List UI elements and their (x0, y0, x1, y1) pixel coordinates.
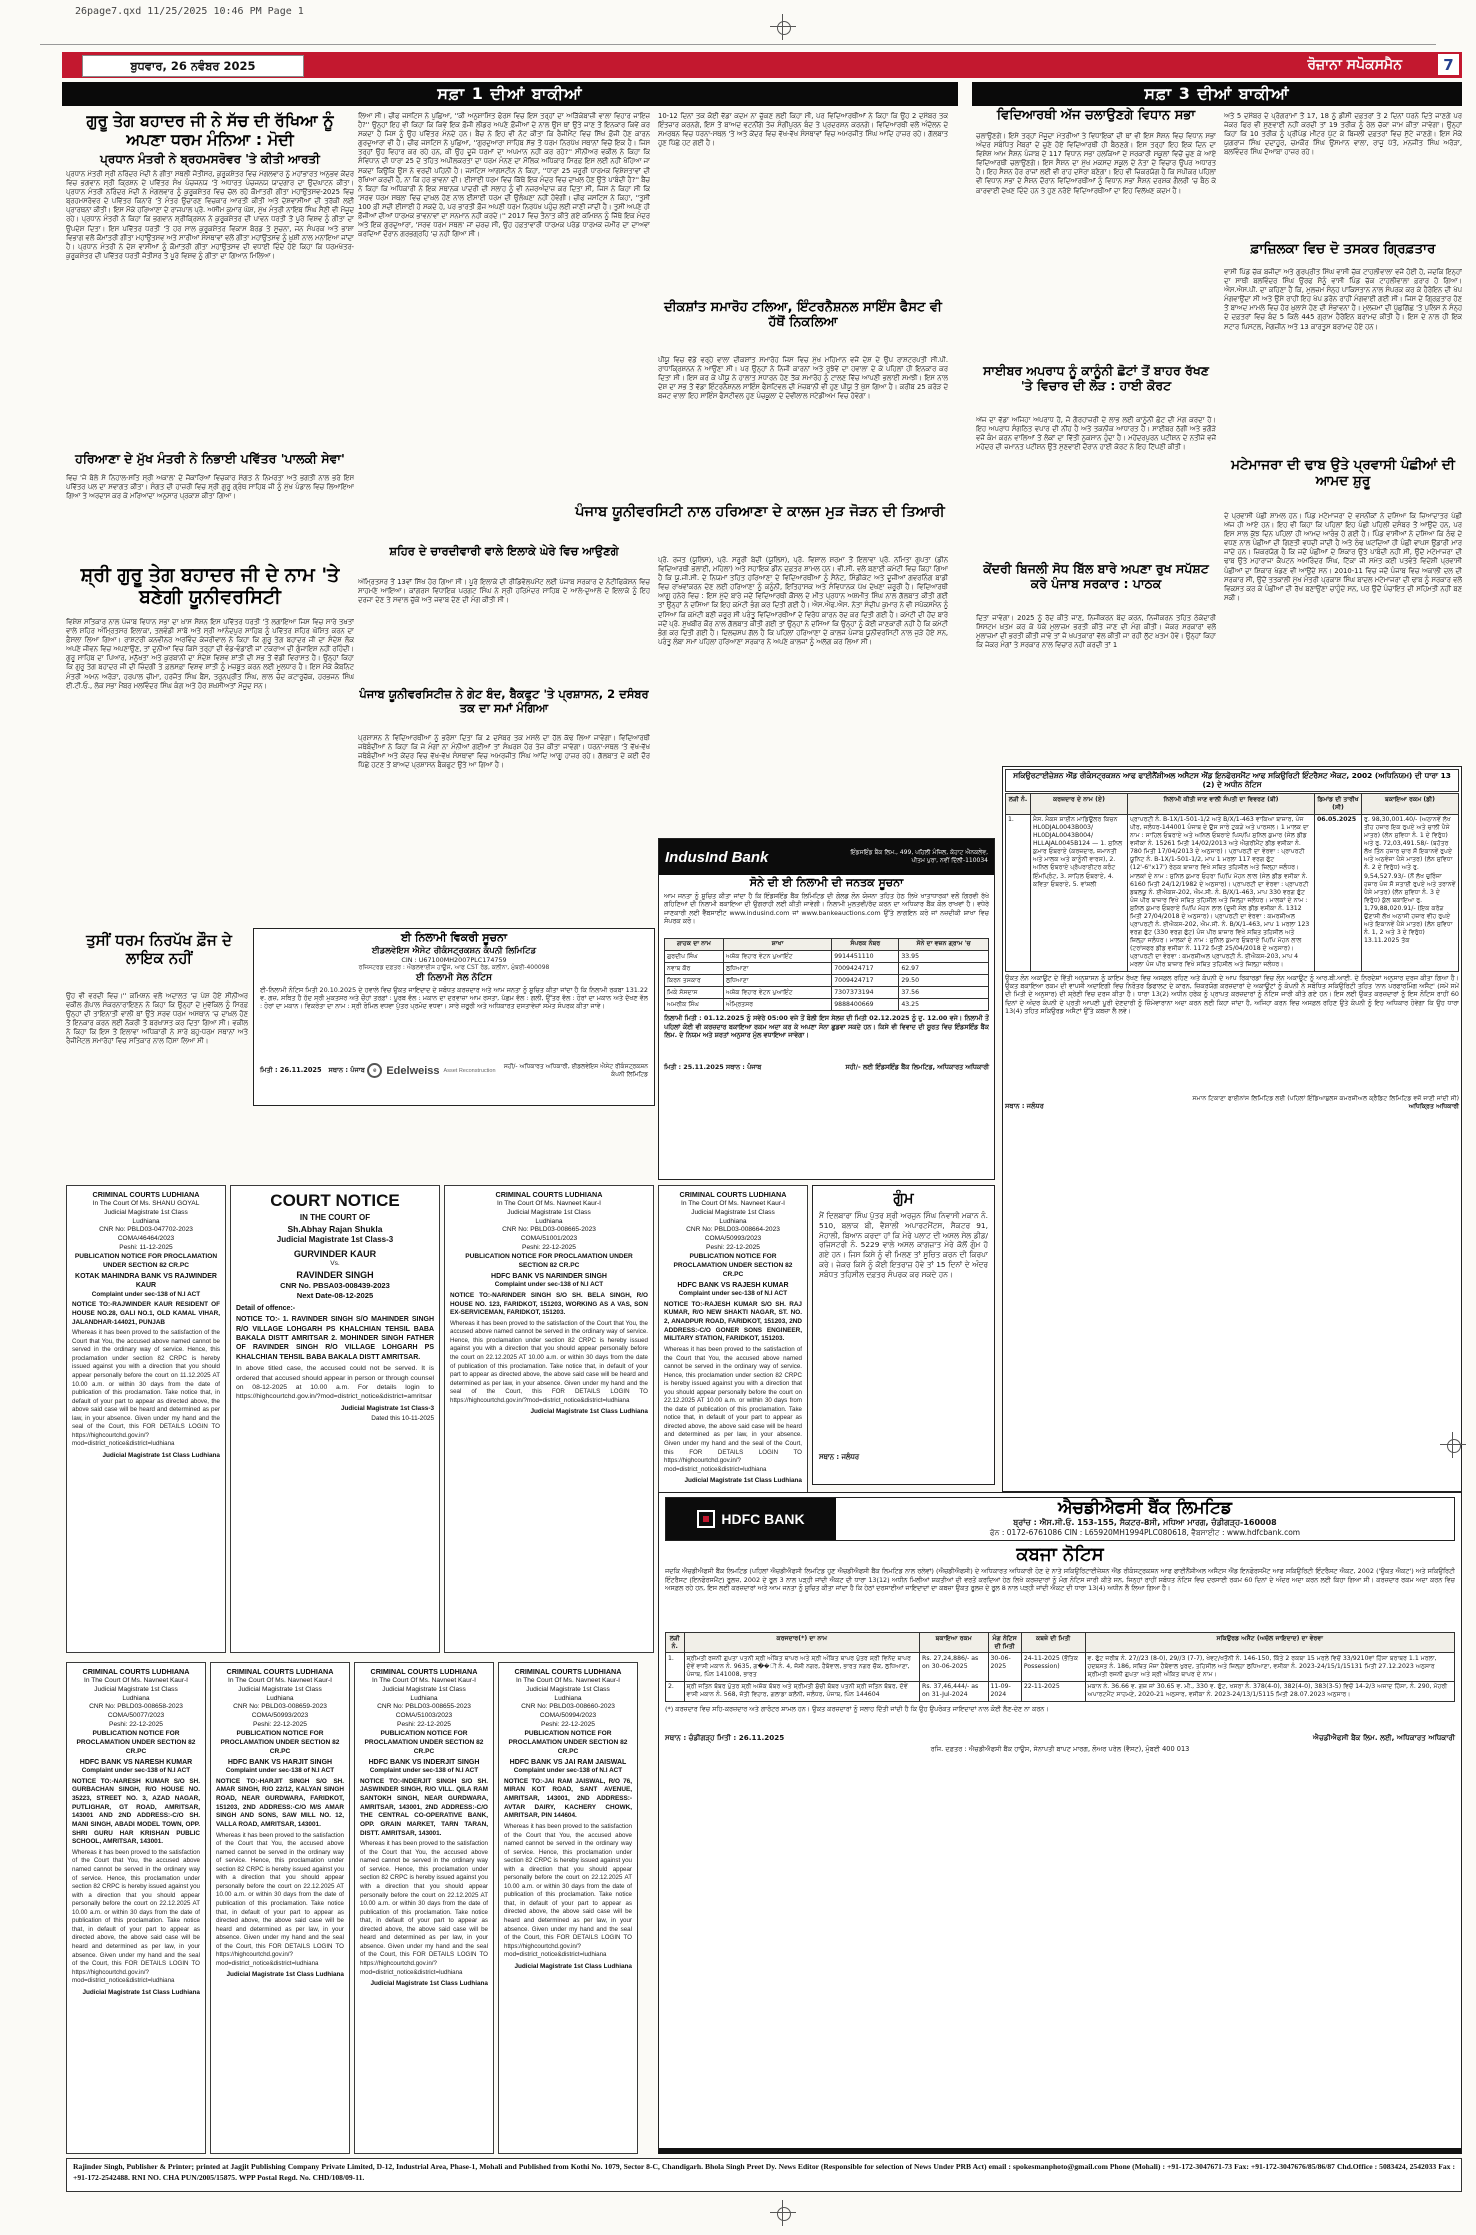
edelweiss-logo-sub: Asset Reconstruction (443, 1067, 496, 1074)
hdfc-branch: ਬ੍ਰਾਂਚ : ਐਸ.ਸੀ.ਓ. 153-155, ਸੈਕਟਰ-8ਸੀ, ਮਧਿਆ ਮਾਰਗ, ਚੰਡੀਗੜ੍ਹ-160008 (1013, 1518, 1277, 1528)
indusind-intro: ਆਮ ਜਨਤਾ ਨੂੰ ਸੂਚਿਤ ਕੀਤਾ ਜਾਂਦਾ ਹੈ ਕਿ ਇੰਡਸਇੰਡ ਬੈਂਕ ਲਿਮਿਟਿਡ ਦੀ ਗੋਲਡ ਲੋਨ ਯੋਜਨਾ ਤਹਿਤ ਹੇਠ ਲਿਖੇ ਖਾਤਾਧਾਰਕਾਂ ਵਲੋਂ ਗਿਰਵੀ ਰੱਖੇ ਗਹਿਣਿਆਂ ਦੀ ਨਿਲਾਮੀ ਬਕਾਇਆ ਦੀ ਉਗਰਾਹੀ ਲਈ ਕੀਤੀ ਜਾਵੇਗੀ। ਨਿਲਾਮੀ ਮੁਲਤਵੀ/ਰੱਦ ਕਰਨ ਦਾ ਅਧਿਕਾਰ ਬੈਂਕ ਕੋਲ ਰਾਖਵਾਂ ਹੈ। ਵਧੇਰੇ ਜਾਣਕਾਰੀ ਲਈ ਵੈੱਬਸਾਈਟ www.indusind.com ਜਾਂ www.bankeauctions.com ਉੱਤੇ ਲਾਗਇਨ ਕਰੋ ਜਾਂ ਨਜ਼ਦੀਕੀ ਸ਼ਾਖਾ ਵਿਚ ਸੰਪਰਕ ਕਰੋ। (664, 891, 989, 925)
table-cell: 62.97 (899, 963, 989, 975)
judge-designation: Judicial Magistrate 1st Class (238, 1685, 322, 1693)
cell-outstanding-amount: ਰੁ. 98,30,001.40/- (ਅਠਾਨਵੇਂ ਲੱਖ ਤੀਹ ਹਜ਼ਾਰ ਇਕ ਰੁਪਏ ਅਤੇ ਚਾਲੀ ਪੈਸੇ ਮਾਤਰ) (ਲੋਨ ਸੁਵਿਧਾ ਨੰ. 1 ਦੇ ਵਿਰੁੱਧ) ਅਤੇ ਰੁ. 72,03,491.58/- (ਬਹੱਤਰ ਲੱਖ ਤਿੰਨ ਹਜ਼ਾਰ ਚਾਰ ਸੌ ਇਕਾਨਵੇਂ ਰੁਪਏ ਅਤੇ ਅਠਵੰਜਾ ਪੈਸੇ ਮਾਤਰ) (ਲੋਨ ਸੁਵਿਧਾ ਨੰ. 2 ਦੇ ਵਿਰੁੱਧ) ਅਤੇ ਰੁ. 9,54,527.93/- (ਨੌਂ ਲੱਖ ਚੁਰਿੰਜਾ ਹਜ਼ਾਰ ਪੰਜ ਸੌ ਸਤਾਈ ਰੁਪਏ ਅਤੇ ਤਰਾਨਵੇਂ ਪੈਸੇ ਮਾਤਰ) (ਲੋਨ ਸੁਵਿਧਾ ਨੰ. 3 ਦੇ ਵਿਰੁੱਧ) ਕੁੱਲ ਬਕਾਇਆ ਰੁ. 1,79,88,020.91/- (ਇਕ ਕਰੋੜ ਉਣਾਸੀ ਲੱਖ ਅਠਾਸੀ ਹਜ਼ਾਰ ਵੀਹ ਰੁਪਏ ਅਤੇ ਇਕਾਨਵੇਂ ਪੈਸੇ ਮਾਤਰ) (ਲੋਨ ਸੁਵਿਧਾ ਨੰ. 1, 2 ਅਤੇ 3 ਦੇ ਵਿਰੁੱਧ) 13.11.2025 ਤੱਕ (1362, 814, 1459, 971)
edelweiss-cin: CIN : U67100MH2007PLC174759 (401, 955, 507, 964)
complaint-line: Complaint under sec-138 of N.I ACT (369, 1767, 479, 1775)
court-name: CRIMINAL COURTS LUDHIANA (92, 1190, 200, 1199)
court-notice-box (498, 1662, 638, 2154)
cnr-number: CNR No: PBLD03-008655-2023 (377, 1703, 471, 1711)
hdfc-signoff: ਐਚਡੀਐਫਸੀ ਬੈਂਕ ਲਿਮ. ਲਈ, ਅਧਿਕਾਰਤ ਅਧਿਕਾਰੀ (1312, 1732, 1455, 1742)
judge-designation: Judicial Magistrate 1st Class (526, 1685, 610, 1693)
indusind-auction-ad (658, 838, 995, 1180)
court-notice-box (230, 1185, 440, 1653)
column-header: ਲੜੀ ਨੰ. (1006, 794, 1031, 814)
edelweiss-company: ਈਡਲਵੇਇਸ ਐਸੇਟ ਰੀਕੰਸਟ੍ਰਕਸ਼ਨ ਕੰਪਨੀ ਲਿਮਿਟਿਡ (371, 945, 537, 956)
publication-line: PUBLICATION NOTICE FOR PROCLAMATION UNDER SECTION 82 CR.PC (364, 1730, 484, 1755)
judge-name: Sh.Abhay Rajan Shukla (287, 1223, 383, 1234)
court-name: CRIMINAL COURTS LUDHIANA (82, 1667, 190, 1676)
judge-designation: Judicial Magistrate 1st Class-3 (276, 1235, 394, 1245)
cell-borrowers: ਮੈਸ. ਮੈਕਸ ਸ਼ਾਈਨ ਮਾਡਿਊਲਰ ਕਿਚਨ HL0DJAL0043B003/ HL0DJAL0043B004/ HLLAJAL0045B124 — 1. ਸੁਨਿਲ ਕੁਮਾਰ ਓਬਰਾਏ (ਕਰਜ਼ਦਾਰ, ਜ਼ਮਾਨਤੀ ਅਤੇ ਮਾਲਕ ਅਤੇ ਕਾਨੂੰਨੀ ਵਾਰਸ), 2. ਅਨਿਲ ਓਬਰਾਏ ਪ੍ਰੋਪਰਾਈਟਰ ਕਰੰਟ ਇੰਮਪ੍ਰਿੰਟ, 3. ਸਾਹਿਲ ਓਬਰਾਏ, 4. ਕਵਿਤਾ ਓਬਰਾਏ, 5. ਵਾਂਸ਼ਲੀ (1031, 814, 1128, 971)
cnr-number: CNR No: PBLD03-008665-2023 (502, 1226, 596, 1234)
registration-mark-icon (770, 14, 796, 40)
article-body: 10-12 ਦਿਨਾਂ ਤਕ ਕੋਈ ਵੱਡਾ ਕਦਮ ਨਾ ਚੁੱਕਣ ਲਈ ਕਿਹਾ ਸੀ, ਪਰ ਵਿਦਿਆਰਥੀਆਂ ਨੇ ਕਿਹਾ ਕਿ ਉਹ 2 ਦਸੰਬਰ ਤਕ ਇੰਤਜ਼ਾਰ ਕਰਨਗੇ, ਇਸ ਤੋਂ ਬਾਅਦ ਵਟਨੀਂਗੇ ਤੇਜ਼ ਸੰਗੀਪੁਰਨ ਬੰਦ ਤੇ ਪ੍ਰਦਰਸ਼ਨ ਕਰਨਗੇ। ਵਿਦਿਆਰਥੀ ਵਲੋਂ ਅੰਦੋਲਨ ਦੇ ਸਮਰਥਨ ਵਿਚ ਧਰਨਾ-ਸਥਲ 'ਤੇ ਅਤੇ ਕੇਂਦਰ ਵਿਚ ਵੱਖ-ਵੱਖ ਸੰਸਥਾਵਾਂ ਵਿਚ ਅਮਰਜੀਤ ਸਿੰਘ ਆਦਿ ਹਾਜ਼ਰ ਰਹੇ। ਗੱਲਬਾਤ ਹੁਣ ਪਿੱਛੇ ਹਟ ਗਈ ਹੈ। (658, 112, 948, 148)
table-row (665, 963, 989, 975)
article-body: ਪ੍ਰਸ਼ਾਸਨ ਨੇ ਵਿਦਿਆਰਥੀਆਂ ਨੂੰ ਭਰੋਸਾ ਦਿਤਾ ਕਿ 2 ਦਸੰਬਰ ਤਕ ਮਸਲੇ ਦਾ ਹੱਲ ਕੱਢ ਲਿਆ ਜਾਵੇਗਾ। ਵਿਦਿਆਰਥੀ ਜਥੇਬੰਦੀਆਂ ਨੇ ਕਿਹਾ ਕਿ ਜੇ ਮੰਗਾਂ ਨਾ ਮੰਨੀਆਂ ਗਈਆਂ ਤਾਂ ਸੰਘਰਸ਼ ਹੋਰ ਤੇਜ਼ ਕੀਤਾ ਜਾਵੇਗਾ। ਧਰਨਾ-ਸਥਲ 'ਤੇ ਵੱਖ-ਵੱਖ ਜਥੇਬੰਦੀਆਂ ਅਤੇ ਕੇਂਦਰ ਵਿਚ ਵੱਖ-ਵੱਖ ਸੰਸਥਾਵਾਂ ਵਿਚ ਅਮਰਜੀਤ ਸਿੰਘ ਆਦਿ ਆਗੂ ਹਾਜ਼ਰ ਰਹੇ। ਗੱਲਬਾਤ ਦੇ ਕਈ ਦੌਰ ਪਿੱਛੇ ਹਟਣ ਤੋਂ ਬਾਅਦ ਪ੍ਰਸ਼ਾਸਨ ਬੈਕਫੁਟ ਉਤੇ ਆ ਗਿਆ ਹੈ। (358, 734, 650, 770)
case-parties: HDFC BANK VS HARJIT SINGH (227, 1758, 333, 1766)
footer-line-2: News Under PRB Act) email : spokesmanphoto@gmail.com Phone (Mohali) : +91-172-3047671-73 Fax: +91-172-3047676/85/86/87 Chd.Office : 5083424, 2542033 Fax : +91-172-2542488. RNI NO. CHA PUN/2005/15875. WPP Postal Regd. No. CHD/108/09-11. (73, 2162, 1456, 2183)
sarfaesi-act-heading: ਸਕਿਉਰਟਾਈਜ਼ੇਸ਼ਨ ਐਂਡ ਰੀਕੰਸਟ੍ਰਕਸ਼ਨ ਆਫ ਫਾਈਨੈਂਸ਼ੀਅਲ ਅਸੈਟਸ ਐਂਡ ਇਨਫੋਰਸਮੈਂਟ ਆਫ ਸਕਿਉਰਿਟੀ ਇੰਟਰੈਸਟ ਐਕਟ, 2002 (ਅਧਿਨਿਯਮ) ਦੀ ਧਾਰਾ 13 (2) ਦੇ ਅਧੀਨ ਨੋਟਿਸ (1005, 769, 1459, 792)
peshi-date: Peshi: 22-12-2025 (541, 1721, 595, 1729)
article-body: ਵਾਸੀ ਪਿੰਡ ਚੱਕ ਬਜੀਦਾ ਅਤੇ ਗੁਰਪ੍ਰੀਤ ਸਿੰਘ ਵਾਸੀ ਚੱਕ ਟਾਹਲੀਵਾਲਾ ਵਜੋਂ ਹੋਈ ਹੈ, ਜਦਕਿ ਇਨ੍ਹਾਂ ਦਾ ਸਾਥੀ ਬਲਵਿੰਦਰ ਸਿੰਘ ਉਰਫ ਸੋਨੂੰ ਵਾਸੀ ਪਿੰਡ ਚੱਕ ਟਾਹਲੀਵਾਲਾ ਫ਼ਰਾਰ ਹੋ ਗਿਆ। ਐਸ.ਐਸ.ਪੀ. ਦਾ ਕਹਿਣਾ ਹੈ ਕਿ, ਮੁਲਜ਼ਮ ਸੰਨ੍ਹ ਪਾਕਿਸਤਾਨ ਨਾਲ ਸੰਪਰਕ ਕਰ ਕੇ ਹੈਰੋਇਨ ਦੀ ਖੇਪ ਮੰਗਵਾਉਂਦਾ ਸੀ ਅਤੇ ਉਸੇ ਰਾਹੀਂ ਇਹ ਖੇਪ ਡਰੋਨ ਰਾਹੀਂ ਮੰਗਵਾਈ ਗਈ ਸੀ। ਜਿਸ ਦੇ ਗ੍ਰਿਫ਼ਤਾਰ ਹੋਣ ਤੋਂ ਬਾਅਦ ਮਾਮਲੇ ਵਿਚ ਹੋਰ ਖ਼ੁਲਾਸੇ ਹੋਣ ਦੀ ਸੰਭਾਵਨਾ ਹੈ। ਮੁਲਜ਼ਮਾਂ ਦੀ ਪੁੱਛਗਿੱਛ 'ਤੇ ਪੁਲਿਸ ਨੇ ਸੰਨ੍ਹ ਦੇ ਦਫ਼ਤਰਾਂ ਵਿਚ ਬੰਦ 5 ਕਿਲੋ 445 ਗ੍ਰਾਮ ਹੈਰੋਇਨ ਬਰਾਮਦ ਕੀਤੀ ਹੈ। ਇਸ ਦੇ ਨਾਲ ਹੀ ਇਕ ਸਟਾਰ ਪਿਸਟਲ, ਮੈਗਜ਼ੀਨ ਅਤੇ 13 ਕਾਰਤੂਸ ਬਰਾਮਦ ਹੋਏ ਹਨ। (1224, 268, 1462, 331)
court-place: Ludhiana (122, 1694, 150, 1702)
article-headline: ਮਟੇਮਾਜਰਾ ਦੀ ਢਾਬ ਉਤੇ ਪ੍ਰਵਾਸੀ ਪੰਛੀਆਂ ਦੀ ਆਮਦ ਸ਼ੁਰੂ (1231, 457, 1455, 489)
table-row (665, 999, 989, 1011)
column-header: ਗਾਹਕ ਦਾ ਨਾਮ (665, 938, 724, 950)
case-parties: HDFC BANK VS NARESH KUMAR (79, 1758, 193, 1766)
table-cell: ਕਿਰਨ ਤਸਕਾਰ (665, 975, 724, 987)
article-body: ਦੇ ਪ੍ਰਵਾਸੀ ਪੰਛੀ ਸ਼ਾਮਲ ਹਨ। ਪਿੰਡ ਮਟੇਮਾਜਰਾ ਦੇ ਵਸਨੀਕਾਂ ਨੇ ਦਸਿਆ ਕਿ ਜ਼ਿਆਦਾਤਰ ਪੰਛੀ ਅੱਜ ਹੀ ਆਏ ਹਨ। ਇਹ ਵੀ ਕਿਹਾ ਕਿ ਪਹਿਲਾਂ ਇਹ ਪੰਛੀ ਪਹਿਲੀ ਦਸੰਬਰ ਤੋਂ ਆਉਂਦੇ ਹਨ, ਪਰ ਇਸ ਸਾਲ ਕੁੱਝ ਦਿਨ ਪਹਿਲਾਂ ਹੀ ਆਮਦ ਆਰੰਭ ਹੋ ਗਈ ਹੈ। ਪਿੰਡ ਵਾਸੀਆਂ ਨੇ ਦਸਿਆ ਕਿ ਠੰਢ ਦੇ ਵਧਣ ਨਾਲ ਪੰਛੀਆਂ ਦੀ ਗਿਣਤੀ ਵਧਦੀ ਜਾਂਦੀ ਹੈ ਅਤੇ ਠੰਢ ਘਟਦਿਆਂ ਹੀ ਪੰਛੀ ਵਾਪਸ ਉਡਾਰੀ ਮਾਰ ਜਾਂਦੇ ਹਨ। ਜ਼ਿਕਰਯੋਗ ਹੈ ਕਿ ਜਦੋਂ ਪੰਛੀਆਂ ਦੇ ਸ਼ਿਕਾਰ ਉਤੇ ਪਾਬੰਦੀ ਨਹੀਂ ਸੀ, ਉਦੋਂ ਮਟੇਮਾਜਰਾ ਦੀ ਢਾਬ ਉਤੇ ਮਹਾਰਾਜਾ ਕੈਪਟਨ ਅਮਰਿੰਦਰ ਸਿੰਘ, ਟਿੱਕਾ ਜੀ ਸਮੇਤ ਕਈ ਪਤਵੰਤੇ ਵਿਦੇਸ਼ੀ ਪ੍ਰਵਾਸੀ ਪੰਛੀਆਂ ਦਾ ਸ਼ਿਕਾਰ ਖੇਡਣ ਵੀ ਆਉਂਦੇ ਸਨ। 2010-11 ਵਿਚ ਜਦੋਂ ਪੰਜਾਬ ਵਿਚ ਅਕਾਲੀ ਦਲ ਦੀ ਸਰਕਾਰ ਸੀ, ਉਦੋਂ ਤਤਕਾਲੀ ਮੁੱਖ ਮੰਤਰੀ ਪ੍ਰਕਾਸ਼ ਸਿੰਘ ਬਾਦਲ ਮਟੇਮਾਜਰਾ ਦੀ ਢਾਬ ਨੂੰ ਸਰਕਾਰ ਵਲੋਂ ਵਿਕਸਤ ਕਰ ਕੇ ਪੰਛੀਆਂ ਦੀ ਰੱਖ ਬਣਾਉਣਾ ਚਾਹੁੰਦੇ ਸਨ, ਪਰ ਉਦੋਂ ਪੰਚਾਇਤ ਦੀ ਸਹਿਮਤੀ ਨਹੀਂ ਬਣ ਸਕੀ। (1224, 512, 1462, 602)
column-header: ਲੜੀ ਨੰ. (666, 1633, 685, 1653)
table-cell: 30-06-2025 (988, 1653, 1021, 1681)
signature: Judicial Magistrate 1st Class-3 (340, 1404, 434, 1412)
court-name: CRIMINAL COURTS LUDHIANA (495, 1190, 603, 1199)
signature: Judicial Magistrate 1st Class Ludhiana (530, 1408, 648, 1416)
page-number: 7 (1438, 54, 1459, 75)
table-cell: ਮਕਾਨ ਨੰ. 36.66 ਵ. ਗਜ਼ ਜਾਂ 30.65 ਵ. ਮੀ., 330 ਵ. ਫੁੱਟ, ਖਸਰਾ ਨੰ. 378(4-0), 382(4-0), 383(3-5) ਵਿਚੋਂ 14-2/3 ਅਜਾਦ ਹਿੱਸਾ, ਨੰ. 290, ਮੋਹਰੀ ਅਪਾਰਟਮੈਂਟ ਸਾਹਮਣੇ, 2020-21 ਅਨੁਸਾਰ, ਵਸੀਕਾ ਨੰ. 2023-24/13/1/5115 ਮਿਤੀ 28.07.2023 ਅਨੁਸਾਰ। (1085, 1681, 1454, 1701)
notice-body: Whereas it has been proved to the satisfaction of the Court that You, the accused above named cannot be served in the ordinary way of service. Hence, this proclamation under section 82 CRPC is hereby issued against you with a direction that you should appear personally before the court on 22.12.2025 AT 10.00 a.m. or within 30 days from the date of publication of this proclamation. Take notice that, in default of your part to appear as directed above, the above said case will be heard and determined as per law, in your absence. Given under my hand and the seal of the Court, this FOR DETAILS LOGIN TO https://highcourtchd.gov.in/?mod=district_notice&district=ludhiana (450, 1319, 648, 1404)
masthead-date: ਬੁਧਵਾਰ, 26 ਨਵੰਬਰ 2025 (82, 55, 304, 77)
publication-line: PUBLICATION NOTICE FOR PROCLAMATION UNDER SECTION 82 CR.PC (673, 1253, 793, 1278)
indusind-title: ਸੋਨੇ ਦੀ ਈ ਨਿਲਾਮੀ ਦੀ ਜਨਤਕ ਸੂਚਨਾ (749, 876, 904, 889)
table-row (1006, 814, 1459, 971)
table-cell: ਅੰਮ੍ਰਿਤਸਰ (723, 999, 831, 1011)
court-name: CRIMINAL COURTS LUDHIANA (679, 1190, 787, 1199)
column-header: ਬਕਾਇਆ ਰਕਮ (ਡੀ) (1362, 794, 1459, 814)
notice-body: Whereas it has been proved to the satisfaction of the Court that You, the accused above named cannot be served in the ordinary way of service. Hence, this proclamation under section 82 CRPC is hereby issued against you with a direction that you should appear personally before the court on 22.12.2025 AT 10.00 a.m. or within 30 days from the date of publication of this proclamation. Take notice that, in default of your part to appear as directed above, the above said case will be heard and determined as per law, in your absence. Given under my hand and the seal of the Court, this FOR DETAILS LOGIN TO https://highcourtchd.gov.in/?mod=district_notice&district=ludhiana (664, 1346, 802, 1473)
court-place: Ludhiana (132, 1217, 160, 1225)
sarfaesi-table (1005, 793, 1459, 971)
signature: Judicial Magistrate 1st Class Ludhiana (370, 1980, 488, 1988)
signature: Judicial Magistrate 1st Class Ludhiana (82, 1988, 200, 1996)
court-place: Ludhiana (266, 1694, 294, 1702)
cell-demand-date: 06.05.2025 (1315, 814, 1362, 971)
court-notice-title: COURT NOTICE (270, 1191, 400, 1210)
sarfaesi-signoff (1169, 1095, 1459, 1111)
masthead-bar (62, 52, 1462, 78)
cnr-number: CNR No: PBLD03-008660-2023 (521, 1703, 615, 1711)
article-subhead: ਪ੍ਰਧਾਨ ਮੰਤਰੀ ਨੇ ਬ੍ਰਹਮਸਰੋਵਰ 'ਤੇ ਕੀਤੀ ਆਰਤੀ (100, 152, 320, 166)
sarfaesi-notice (1002, 766, 1462, 1492)
signature-date: Dated this 10-11-2025 (371, 1414, 434, 1422)
party-1: GURVINDER KAUR (293, 1249, 377, 1259)
complaint-line: Complaint under sec-138 of N.I ACT (513, 1767, 623, 1775)
court-notice-box (354, 1662, 494, 2154)
court-place: Ludhiana (410, 1694, 438, 1702)
lost-notice-title: ਗੁੰਮ (893, 1189, 914, 1207)
coma-number: COMA/50993/2023 (704, 1235, 762, 1243)
table-cell: ਨਵਾਬ ਕੌਰ (665, 963, 724, 975)
print-slug: 26page7.qxd 11/25/2025 10:46 PM Page 1 (75, 6, 304, 17)
complaint-line: Complaint under sec-138 of N.I ACT (225, 1767, 335, 1775)
notice-body: Whereas it has been proved to the satisfaction of the Court that You, the accused above named cannot be served in the ordinary way of service. Hence, this proclamation under section 82 CRPC is hereby issued against you with a direction that you should appear personally before the court on 22.12.2025 AT 10.00 a.m. or within 30 days from the date of publication of this proclamation. Take notice that, in default of your part to appear as directed above, the above said case will be heard and determined as per law, in your absence. Given under my hand and the seal of the Court, this FOR DETAILS LOGIN TO https://highcourtchd.gov.in/?mod=district_notice&district=ludhiana (72, 1848, 200, 1985)
table-cell: 24-11-2025 (ਭੌਤਿਕ Possession) (1021, 1653, 1085, 1681)
notice-to: NOTICE TO:-RAJESH KUMAR S/O SH. RAJ KUMAR, R/O NEW SHAKTI NAGAR, ST. NO. 2, ANADPUR ROAD, FARIDKOT, 151203, 2ND ADDRESS:-C/O GONER SONS ENGINEER, MILITARY STATION, FARIDKOT, 151203. (664, 1300, 802, 1343)
judge-designation: Judicial Magistrate 1st Class (94, 1685, 178, 1693)
table-row (665, 975, 989, 987)
coma-number: COMA/50994/2023 (539, 1712, 597, 1720)
column-header: ਨਿਲਾਮੀ ਕੀਤੀ ਜਾਣ ਵਾਲੀ ਸੰਪਤੀ ਦਾ ਵਿਵਰਣ (ਬੀ) (1128, 794, 1315, 814)
table-cell: Rs. 27,24,886/- as on 30-06-2025 (920, 1653, 988, 1681)
publication-line: PUBLICATION NOTICE FOR PROCLAMATION UNDER SECTION 82 CR.PC (74, 1253, 218, 1269)
judge-designation: Judicial Magistrate 1st Class (104, 1208, 188, 1216)
article-body: ਅੰਮ੍ਰਿਤਸਰ ਤੋਂ 13ਵਾਂ ਸਿੱਖ ਹੋਰ ਗਿਆ ਸੀ। ਪੂਰੇ ਇਲਾਕੇ ਦੀ ਰੀਡਿਵੈਲਪਮੈਂਟ ਲਈ ਪੰਜਾਬ ਸਰਕਾਰ ਦੇ ਨੋਟੀਫਿਕੇਸ਼ਨ ਵਿਚ ਸਾਹਮਣੇ ਆਇਆ। ਕਾਂਗਰਸ ਵਿਧਾਇਕ ਪਰਗਟ ਸਿੰਘ ਨੇ ਸ੍ਰੀ ਹਰਿਮੰਦਰ ਸਾਹਿਬ ਦੇ ਆਲੇ-ਦੁਆਲੇ ਦੇ ਇਲਾਕੇ ਨੂੰ ਇਹ ਦਰਜਾ ਦੇਣ ਤੇ ਸਵਾਲ ਚੁੱਕੇ ਅਤੇ ਜਵਾਬ ਦੇਣ ਦੀ ਮੰਗ ਕੀਤੀ ਸੀ। (358, 578, 650, 605)
cnr-number: CNR No: PBLD03-008659-2023 (233, 1703, 327, 1711)
column-header: ਬਕਾਇਆ ਰਕਮ (920, 1633, 988, 1653)
article-subhead: ਪੰਜਾਬ ਯੂਨੀਵਰਸਿਟੀਜ਼ ਨੇ ਗੇਟ ਬੰਦ, ਬੈਕਫੁਟ 'ਤੇ ਪ੍ਰਸ਼ਾਸਨ, 2 ਦਸੰਬਰ ਤਕ ਦਾ ਸਮਾਂ ਮੰਗਿਆ (359, 687, 649, 715)
table-cell: 43.25 (899, 999, 989, 1011)
table-cell: ਵ. ਫੁੱਟ ਜਰੀਬ ਨੰ. 27//23 (8-0), 29//3 (7-7), ਖੇਵਟ/ਖਤੌਨੀ ਨੰ. 146-150, ਕਿੱਤੇ 2 ਰਕਬਾ 15 ਮਰਲੇ ਵਿਚੋਂ 33/9210ਵਾਂ ਹਿੱਸਾ ਬਰਾਬਰ 1.1 ਮਰਲਾ, ਹਦਬਸਤ ਨੰ. 186, ਸਥਿਤ ਮੌਜ਼ਾ ਹੈਬੋਵਾਲ ਖੁਰਦ, ਤਹਿਸੀਲ ਅਤੇ ਜ਼ਿਲ੍ਹਾ ਲੁਧਿਆਣਾ, ਵਸੀਕਾ ਨੰ. 2023-24/15/1/15131 ਮਿਤੀ 27.12.2023 ਅਨੁਸਾਰ ਸ਼੍ਰੀਮਤੀ ਰਜਨੀ ਗੁਪਤਾ ਅਤੇ ਸ਼੍ਰੀ ਅੰਕਿਤ ਥਾਪਰ ਦੇ ਨਾਮ। (1085, 1653, 1454, 1681)
case-parties: HDFC BANK VS JAI RAM JAISWAL (509, 1758, 627, 1766)
case-parties: HDFC BANK VS INDERJIT SINGH (368, 1758, 480, 1766)
table-cell: 2. (666, 1681, 685, 1701)
cnr-number: CNR No: PBLD03-047702-2023 (99, 1226, 193, 1234)
notice-to: NOTICE TO:-RAJWINDER KAUR RESIDENT OF HOUSE NO.28, GALI NO.1, OLD KAMAL VIHAR, JALANDHAR-144021, PUNJAB (72, 1301, 220, 1326)
sarfaesi-signoff-officer: ਅਧਿਕ੍ਰਿਤ ਅਧਿਕਾਰੀ (1408, 1102, 1459, 1110)
notice-to: NOTICE TO:-INDERJIT SINGH S/O SH. JASWINDER SINGH, R/O VILL. QILA RAM SANTOKH SINGH, NEAR GURDWARA, AMRITSAR, 143001, 2ND ADDRESS:-C/O THE CENTRAL CO-OPERATIVE BANK, OPP. GRAIN MARKET, TARN TARAN, DISTT. AMRITSAR, 143001. (360, 1777, 488, 1837)
table-cell: ਲੁਧਿਆਣਾ (723, 963, 831, 975)
indusind-date-place: ਮਿਤੀ : 25.11.2025 ਸਥਾਨ : ਪੰਜਾਬ (664, 1063, 762, 1072)
hdfc-logo: HDFC BANK (721, 1511, 805, 1527)
section-banner-page1: ਸਫ਼ਾ 1 ਦੀਆਂ ਬਾਕੀਆਂ (62, 82, 958, 106)
court-line: IN THE COURT OF (299, 1212, 371, 1222)
table-cell: Rs. 37,46,444/- as on 31-Jul-2024 (920, 1681, 988, 1701)
peshi-date: Peshi: 22-12-2025 (522, 1244, 576, 1252)
next-date: Next Date-08-12-2025 (296, 1291, 374, 1301)
notice-to: NOTICE TO:-NARINDER SINGH S/O SH. BELA SINGH, R/O HOUSE NO. 123, FARIDKOT, 151203, WORKING AS A VAS, SON EX-SERVICEMAN, FARIDKOT, 151203. (450, 1291, 648, 1317)
publication-line: PUBLICATION NOTICE FOR PROCLAMATION UNDER SECTION 82 CR.PC (76, 1730, 196, 1755)
judge-name: In The Court Of Ms. Navneet Kaur-I (497, 1199, 601, 1207)
section-banner-page3: ਸਫ਼ਾ 3 ਦੀਆਂ ਬਾਕੀਆਂ (972, 82, 1462, 106)
cnr-number: CNR No: PBLD03-008658-2023 (89, 1703, 183, 1711)
table-cell: ਗੁਰਦੀਪ ਸਿੰਘ (665, 951, 724, 963)
cell-sn: 1. (1006, 814, 1031, 971)
article-headline: ਫ਼ਾਜ਼ਿਲਕਾ ਵਿਚ ਦੋ ਤਸਕਰ ਗ੍ਰਿਫ਼ਤਾਰ (1250, 241, 1436, 257)
court-name: CRIMINAL COURTS LUDHIANA (514, 1667, 622, 1676)
article-body: ਪੀਯੂ ਵਿਚ ਵੱਡੇ ਵਰ੍ਹੇ ਵਾਲਾ ਦੀਕਸ਼ਾਂਤ ਸਮਾਰੋਹ ਜਿਸ ਵਿਚ ਮੁੱਖ ਮਹਿਮਾਨ ਵਜੋਂ ਦੇਸ਼ ਦੇ ਉਪ ਰਾਸ਼ਟਰਪਤੀ ਸੀ.ਪੀ. ਰਾਧਾਕ੍ਰਿਸ਼ਨਨ ਨੇ ਆਉਣਾ ਸੀ। ਪਰ ਉਨ੍ਹਾਂ ਨੇ ਨਿਜੀ ਕਾਰਨਾਂ ਅਤੇ ਰੁਝੇਵੇਂ ਦਾ ਹਵਾਲਾ ਦੇ ਕੇ ਪਹਿਲਾਂ ਹੀ ਇਨਕਾਰ ਕਰ ਦਿਤਾ ਸੀ। ਇਸ ਕਰ ਕੇ ਪੀਯੂ ਨੇ ਹਾਲਾਤ ਸਧਾਰਨ ਹੋਣ ਤੱਕ ਸਮਾਰੋਹ ਨੂੰ ਟਾਲਣ ਵਿੱਚ ਆਪਣੀ ਭਲਾਈ ਸਮਝੀ। ਇਸ ਨਾਲ ਦੇਸ਼ ਦਾ ਸਭ ਤੋਂ ਵੱਡਾ ਇੰਟਰਨੈਸ਼ਨਲ ਸਾਇੰਸ ਫੈਸਟਿਵਲ ਦੀ ਮੇਜ਼ਬਾਨੀ ਵੀ ਹੁਣ ਪੀਯੂ ਤੋਂ ਖੁੱਸ ਗਿਆ ਹੈ। ਕਰੀਬ 25 ਕਰੋੜ ਦੇ ਬਜਟ ਵਾਲਾ ਇਹ ਸਾਇੰਸ ਫੈਸਟੀਵਲ ਹੁਣ ਪੰਚਕੂਲਾ ਦੇ ਦੇਵੀਲਾਲ ਸਟੇਡੀਅਮ ਵਿਚ ਹੋਵੇਗਾ। (658, 356, 948, 401)
article-body: ਅਤੇ 5 ਦਸੰਬਰ ਦੇ ਪ੍ਰੋਗਰਾਮਾਂ ਤੋਂ 17, 18 ਨੂੰ ਡੀਸੀ ਦਫ਼ਤਰਾਂ ਤੇ 2 ਦਿਨਾਂ ਧਰਨੇ ਦਿਤੇ ਜਾਣਗੇ ਪਰ ਜੇਕਰ ਫਿਰ ਵੀ ਸੁਣਵਾਈ ਨਹੀਂ ਕਰਦੀ ਤਾਂ 19 ਤਰੀਕ ਨੂੰ ਰੇਲ ਚੱਕਾ ਜਾਮ ਕੀਤਾ ਜਾਵੇਗਾ। ਉਨ੍ਹਾਂ ਕਿਹਾ ਕਿ 10 ਤਰੀਕ ਨੂੰ ਪ੍ਰੀਪੇਡ ਮੀਟਰ ਪੁੱਟ ਕੇ ਬਿਜਲੀ ਦਫ਼ਤਰਾਂ ਵਿਚ ਸੁੱਟੇ ਜਾਣਗੇ। ਇਸ ਮੌਕੇ ਯੁਗਰਾਜ ਸਿੰਘ ਦਦਾਹੂਰ, ਚਮਕੌਰ ਸਿੰਘ ਉਸਮਾਨ ਵਾਲਾ, ਰਾਜੂ ਪੱਤੋ, ਮਨਜੀਤ ਸਿੰਘ ਅਰੋੜਾ, ਬਲਵਿੰਦਰ ਸਿੰਘ ਦੋਆਬਾ ਹਾਜ਼ਰ ਰਹੇ। (1224, 112, 1462, 157)
article-headline: ਦੀਕਸ਼ਾਂਤ ਸਮਾਰੋਹ ਟਲਿਆ, ਇੰਟਰਨੈਸ਼ਨਲ ਸਾਇੰਸ ਫੈਸਟ ਵੀ ਹੱਥੋਂ ਨਿਕਲਿਆ (664, 300, 942, 331)
notice-body: Whereas it has been proved to the satisfaction of the Court that You, the accused above named cannot be served in the ordinary way of service. Hence, this proclamation under section 82 CRPC is hereby issued against you with a direction that you should appear personally before the court on 22.12.2025 AT 10.00 a.m. or within 30 days from the date of publication of this proclamation. Take notice that, in default of your part to appear as directed above, the above said case will be heard and determined as per law, in your absence. Given under my hand and the seal of the Court, this FOR DETAILS LOGIN TO https://highcourtchd.gov.in/?mod=district_notice&district=ludhiana (216, 1831, 344, 1967)
article-headline: ਹਰਿਆਣਾ ਦੇ ਮੁੱਖ ਮੰਤਰੀ ਨੇ ਨਿਭਾਈ ਪਵਿੱਤਰ 'ਪਾਲਕੀ ਸੇਵਾ' (75, 451, 345, 466)
complaint-line: Complaint under sec-138 of N.I ACT (81, 1767, 191, 1775)
table-cell: 33.95 (899, 951, 989, 963)
complaint-line: Complaint under sec-138 of N.I ACT (494, 1281, 604, 1289)
peshi-date: Peshi: 22-12-2025 (109, 1721, 163, 1729)
offence-label: Detail of offence:- (236, 1304, 296, 1312)
article-headline: ਸਾਈਬਰ ਅਪਰਾਧ ਨੂੰ ਕਾਨੂੰਨੀ ਛੋਟਾਂ ਤੋਂ ਬਾਹਰ ਰੱਖਣ 'ਤੇ ਵਿਚਾਰ ਦੀ ਲੋੜ : ਹਾਈ ਕੋਰਟ (983, 363, 1209, 393)
table-row (665, 951, 989, 963)
column-header: ਸੰਪਰਕ ਨੰਬਰ (832, 938, 899, 950)
judge-name: In The Court Of Ms. Navneet Kaur-I (372, 1676, 476, 1684)
column-header: ਸਕਿਉਰਡ ਅਸੈਟ (ਅਚੱਲ ਜਾਇਦਾਦ) ਦਾ ਵੇਰਵਾ (1085, 1633, 1454, 1653)
sarfaesi-terms: ਉਕਤ ਲੋਨ ਅਕਾਊਂਟ ਦੇ ਵਿੱਤੀ ਅਨੁਸ਼ਾਸਨ ਨੂੰ ਕਾਇਮ ਰੱਖਣ ਵਿਚ ਅਸਫ਼ਲ ਰਹਿਣ ਅਤੇ ਕੰਪਨੀ ਦੇ ਆਪ ਰਿਕਾਰਡਾਂ ਵਿਚ ਲੋਨ ਅਕਾਊਂਟ ਨੂੰ ਆਰ.ਬੀ.ਆਈ. ਦੇ ਨਿਰਦੇਸ਼ਾਂ ਅਨੁਸਾਰ ਦਰਜ ਕੀਤਾ ਗਿਆ ਹੈ। ਉਕਤ ਬਕਾਇਆ ਰਕਮ ਦੀ ਵਾਪਸੀ ਅਦਾਇਗੀ ਵਿਚ ਨਿਰੰਤਰ ਡਿਫਾਲਟ ਦੇ ਕਾਰਨ, ਜ਼ਿਕਰਯੋਗ ਕਰਜ਼ਦਾਰਾਂ ਦੇ ਅਕਾਊਂਟਾਂ ਨੂੰ ਕੰਪਨੀ ਨੇ ਸਬੰਧਿਤ ਸਕਿਉਰਿਟੀ ਤਹਿਤ 'ਨਾਨ ਪਰਫਾਰਮਿੰਗ ਅਸੈਟ' (ਸਮੇਂ ਸਮੇਂ ਦੀ ਮਿਤੀ ਦੇ ਅਨੁਸਾਰ) ਦੀ ਸ਼੍ਰੇਣੀ ਵਿਚ ਦਰਜ ਕੀਤਾ ਹੈ। ਧਾਰਾ 13(2) ਅਧੀਨ ਹਰੇਕ ਨੂੰ ਪ੍ਰਾਪਤ ਕਰਜ਼ਦਾਰਾਂ ਨੂੰ ਨੋਟਿਸ ਜਾਰੀ ਕੀਤੇ ਗਏ ਹਨ। ਇਸ ਲਈ ਉਕਤ ਕਰਜ਼ਦਾਰਾਂ ਨੂੰ ਇਸ ਨੋਟਿਸ ਰਾਹੀਂ 60 ਦਿਨਾਂ ਦੇ ਅੰਦਰ ਕੰਪਨੀ ਦੇ ਪ੍ਰਤੀ ਆਪਣੀ ਪੂਰੀ ਦੇਣਦਾਰੀ ਨੂੰ ਜ਼ਿੰਮੇਵਾਰਾਨਾ ਅਦਾ ਕਰਨ ਲਈ ਕਿਹਾ ਜਾਂਦਾ ਹੈ, ਅਜਿਹਾ ਕਰਨ ਵਿਚ ਅਸਫ਼ਲ ਰਹਿਣ ਉਤੇ ਕੰਪਨੀ ਨੂੰ ਇਹ ਅਧਿਕਾਰ ਹੋਵੇਗਾ ਕਿ ਉਹ ਧਾਰਾ 13(4) ਤਹਿਤ ਸਕਿਉਰਡ ਅਸੈਟਾਂ ਉੱਤੇ ਕਬਜ਼ਾ ਲੈ ਲਵੇ। (1005, 973, 1459, 1016)
column-header: ਕਬਜ਼ੇ ਦੀ ਮਿਤੀ (1021, 1633, 1085, 1653)
hdfc-reg-office: ਰਜਿ. ਦਫ਼ਤਰ : ਐਚਡੀਐਫਸੀ ਬੈਂਕ ਹਾਊਸ, ਸੇਨਾਪਤੀ ਬਾਪਟ ਮਾਰਗ, ਲੋਅਰ ਪਰੇਲ (ਵੈਸਟ), ਮੁੰਬਈ 400 013 (930, 1744, 1190, 1753)
edelweiss-place: ਸਥਾਨ : ਪੰਜਾਬ (328, 1066, 365, 1075)
judge-designation: Judicial Magistrate 1st Class (382, 1685, 466, 1693)
complaint-line: Complaint under sec-138 of N.I ACT (678, 1290, 788, 1298)
column-header: ਸ਼ਾਖਾ (723, 938, 831, 950)
paper-name: ਰੋਜ਼ਾਨਾ ਸਪੋਕਸਮੈਨ (1307, 57, 1402, 73)
registration-mark-icon (1440, 1432, 1466, 1458)
hdfc-name: ਐਚਡੀਐਫਸੀ ਬੈਂਕ ਲਿਮਟਿਡ (1058, 1498, 1232, 1518)
signature: Judicial Magistrate 1st Class Ludhiana (226, 1971, 344, 1979)
registration-mark-icon (770, 2200, 796, 2226)
edelweiss-logo (367, 1063, 495, 1078)
edelweiss-logo-text: Edelweiss (386, 1064, 440, 1077)
indusind-address: ਇੰਡਸਇੰਡ ਬੈਂਕ ਲਿਮ., 499, ਪਹਿਲੀ ਮੰਜ਼ਿਲ, ਕੋਹਾਟ ਐਨਕਲੇਵ, ਪੀਤਮ ਪੁਰਾ, ਨਵੀਂ ਦਿੱਲੀ-110034 (850, 849, 988, 864)
edelweiss-logo-icon: e (367, 1063, 382, 1078)
sarfaesi-signoff-company: ਸਮਾਨ ਟਿਕਾਣਾ ਫਾਈਨਾਂਸ ਲਿਮਿਟਿਡ ਲਈ (ਪਹਿਲਾਂ ਇੰਡਿਆਬੁਲਸ ਕਮਰਸ਼ੀਅਲ ਕ੍ਰੈਡਿਟ ਲਿਮਿਟਿਡ ਵਜੋਂ ਜਾਣੀ ਜਾਂਦੀ ਸੀ) (1192, 1094, 1459, 1102)
publication-line: PUBLICATION NOTICE FOR PROCLAMATION UNDER SECTION 82 CR.PC (508, 1730, 628, 1755)
judge-name: In The Court Of Ms. Navneet Kaur-I (516, 1676, 620, 1684)
lost-notice-body: ਮੈਂ ਦਿਲਬਾਰਾ ਸਿੰਘ ਪੁੱਤਰ ਸ਼੍ਰੀ ਅਰਜੁਨ ਸਿੰਘ ਨਿਵਾਸੀ ਮਕਾਨ ਨੰ. 510, ਬਲਾਕ ਬੀ, ਵੈਸ਼ਾਲੀ ਅਪਾਰਟਮੈਂਟਸ, ਸੈਕਟਰ 91, ਮੋਹਾਲੀ, ਬਿਆਨ ਕਰਦਾ ਹਾਂ ਕਿ ਮੇਰੇ ਪਲਾਟ ਦੀ ਅਸਲ ਸੇਲ ਡੀਡ/ਰਜਿਸਟਰੀ ਨੰ. 5229 ਵਾਲੇ ਅਸਲ ਕਾਗਜ਼ਾਤ ਮੇਰੇ ਕੋਲੋਂ ਗੁੰਮ ਹੋ ਗਏ ਹਨ। ਜਿਸ ਕਿਸੇ ਨੂੰ ਵੀ ਮਿਲਣ ਤਾਂ ਸੂਚਿਤ ਕਰਨ ਦੀ ਕਿਰਪਾ ਕਰੇ। ਜੇਕਰ ਕਿਸੇ ਨੂੰ ਕੋਈ ਇਤਰਾਜ਼ ਹੋਵੇ ਤਾਂ 15 ਦਿਨਾਂ ਦੇ ਅੰਦਰ ਸਬੰਧਤ ਤਹਿਸੀਲ ਦਫ਼ਤਰ ਸੰਪਰਕ ਕਰ ਸਕਦੇ ਹਨ। (819, 1210, 988, 1280)
court-place: Ludhiana (535, 1217, 563, 1225)
column-header: ਡਿਮਾਂਡ ਦੀ ਤਾਰੀਖ (ਸੀ) (1315, 794, 1362, 814)
complaint-line: Complaint under sec-138 of N.I ACT (91, 1290, 201, 1298)
table-cell: ਸ਼੍ਰੀਮਤੀ ਰਜਨੀ ਗੁਪਤਾ ਪਤਨੀ ਸ਼੍ਰੀ ਅੰਕਿਤ ਥਾਪਰ ਅਤੇ ਸ਼੍ਰੀ ਅੰਕਿਤ ਥਾਪਰ ਪੁੱਤਰ ਸ਼੍ਰੀ ਵਿਨੋਦ ਥਾਪਰ ਦੋਵੇਂ ਵਾਸੀ ਮਕਾਨ ਨੰ. 9635, ਗ��ੀ ਨੰ. 4, ਜੋਸ਼ੀ ਨਗਰ, ਹੈਬੋਵਾਲ, ਭਾਰਤ ਨਗਰ ਚੌਕ, ਲੁਧਿਆਣਾ, ਪੰਜਾਬ, ਪਿੰਨ 141008, ਭਾਰਤ (684, 1653, 920, 1681)
court-notice-box (444, 1185, 654, 1653)
vs-label: Vs. (330, 1260, 340, 1268)
article-headline: ਤੁਸੀਂ ਧਰਮ ਨਿਰਪੱਖ ਫ਼ੌਜ ਦੇ ਲਾਇਕ ਨਹੀਂ (86, 931, 232, 967)
edelweiss-auction-ad (253, 928, 655, 1106)
hdfc-possession-ad (658, 1492, 1462, 2154)
article-headline: ਪੰਜਾਬ ਯੂਨੀਵਰਸਿਟੀ ਨਾਲ ਹਰਿਆਣਾ ਦੇ ਕਾਲਜ ਮੁੜ ਜੋੜਨ ਦੀ ਤਿਆਰੀ (575, 504, 945, 520)
footer-line-1: Rajinder Singh, Publisher & Printer; printed at Jagjit Publishing Company Private Limited, D-12, Industrial Area, Phase-1, Mohali and Published from Kothi No. 1079, Sector 8-C, Chandigarh. Bhola Singh Preet Dy. News Editor (Responsible for selection of (73, 2162, 912, 2171)
signature: Judicial Magistrate 1st Class Ludhiana (514, 1962, 632, 1970)
court-place: Ludhiana (719, 1217, 747, 1225)
table-cell: 1. (666, 1653, 685, 1681)
court-name: CRIMINAL COURTS LUDHIANA (226, 1667, 334, 1676)
court-notice-box (210, 1662, 350, 2154)
judge-name: In The Court Of Ms. SHANU GOYAL (92, 1199, 200, 1207)
table-cell: 7009424717 (832, 975, 899, 987)
table-row (666, 1653, 1455, 1681)
peshi-date: Peshi: 22-12-2025 (253, 1721, 307, 1729)
column-header: ਕਰਜਦਾਰ(*) ਦਾ ਨਾਮ (684, 1633, 920, 1653)
hdfc-table (665, 1632, 1455, 1701)
column-header: ਕਰਜ਼ਦਾਰ ਦੇ ਨਾਮ (ਏ) (1031, 794, 1128, 814)
article-body: ਦਿਤਾ ਜਾਵੇਗਾ। 2025 ਨੂੰ ਰੱਦ ਕੀਤੇ ਜਾਣ, ਨਿਜੀਕਰਨ ਬੰਦ ਕਰਨ, ਨਿਜੀਕਰਨ ਤਹਿਤ ਠੇਕੇਦਾਰੀ ਸਿਸਟਮ ਖ਼ਤਮ ਕਰ ਕੇ ਪੱਕੇ ਮੁਲਾਜ਼ਮ ਭਰਤੀ ਕੀਤੇ ਜਾਣ ਦੀ ਮੰਗ ਕੀਤੀ। ਜੇਕਰ ਸਰਕਾਰਾਂ ਵਲੋਂ ਮੁਲਾਜ਼ਮਾਂ ਦੀ ਭਰਤੀ ਕੀਤੀ ਜਾਵੇ ਤਾਂ ਜੋ ਖਪਤਕਾਰਾਂ ਵੱਲ ਕੀਤੀ ਜਾ ਰਹੀ ਲੁੱਟ ਖ਼ਤਮ ਹੋਵੇ। ਉਨ੍ਹਾਂ ਕਿਹਾ ਕਿ ਜੇਕਰ ਮੰਗਾਂ ਤੇ ਸਰਕਾਰ ਨਾਲ ਵਿਚਾਰ ਨਹੀਂ ਕਰਦੀ ਤਾਂ 1 (976, 614, 1216, 650)
court-notice-box (66, 1185, 226, 1653)
publication-line: PUBLICATION NOTICE FOR PROCLAMATION UNDER SECTION 82 CR.PC (465, 1253, 633, 1269)
edelweiss-notice-title: ਈ ਨਿਲਾਮੀ ਸੇਲ ਨੋਟਿਸ (416, 972, 492, 983)
edelweiss-date: ਮਿਤੀ : 26.11.2025 (260, 1066, 322, 1075)
notice-to: NOTICE TO:-HARJIT SINGH S/O SH. AMAR SINGH, R/O 22/12, KALYAN SINGH ROAD, NEAR GURDWARA, FARIDKOT, 151203, 2ND ADDRESS:-C/O M/S AMAR SINGH AND SONS, SAW MILL NO. 12, VALLA ROAD, AMRITSAR, 143001. (216, 1777, 344, 1829)
case-parties: KOTAK MAHINDRA BANK VS RAJWINDER KAUR (75, 1272, 217, 1290)
indusind-logo: IndusInd Bank (665, 848, 769, 866)
article-headline: ਕੇਂਦਰੀ ਬਿਜਲੀ ਸੋਧ ਬਿੱਲ ਬਾਰੇ ਅਪਣਾ ਰੁਖ ਸਪੱਸ਼ਟ ਕਰੇ ਪੰਜਾਬ ਸਰਕਾਰ : ਪਾਠਕ (983, 561, 1209, 591)
sarfaesi-place: ਸਥਾਨ : ਜਲੰਧਰ (1005, 1101, 1044, 1110)
party-2: RAVINDER SINGH (296, 1270, 374, 1281)
table-cell: ਲੁਧਿਆਣਾ (723, 975, 831, 987)
edelweiss-signoff: ਸਹੀ/- ਅਧਿਕਾਰਤ ਅਧਿਕਾਰੀ, ਈਡਲਵੇਇਸ ਐਸੇਟ ਰੀਕੰਸਟ੍ਰਕਸ਼ਨ ਕੰਪਨੀ ਲਿਮਿਟਿਡ (503, 1062, 648, 1078)
notice-body: Whereas it has been proved to the satisfaction of the Court that You, the accused above named cannot be served in the ordinary way of service. Hence, this proclamation under section 82 CRPC is hereby issued against you with a direction that you should appear personally before the court on 22.12.2025 AT 10.00 a.m. or within 30 days from the date of publication of this proclamation. Take notice that, in default of your part to appear as directed above, the above said case will be heard and determined as per law, in your absence. Given under my hand and the seal of the Court, this FOR DETAILS LOGIN TO https://highcourtchd.gov.in/?mod=district_notice&district=ludhiana (504, 1823, 632, 1959)
edelweiss-address: ਰਜਿਸਟਰਡ ਦਫ਼ਤਰ : ਐਡਲਵਾਈਸ ਹਾਊਸ, ਆਫ CST ਰੋਡ, ਕਲੀਨਾ, ਮੁੰਬਈ-400098 (358, 963, 550, 971)
edelweiss-body: ਈ-ਨਿਲਾਮੀ ਨੋਟਿਸ ਮਿਤੀ 20.10.2025 ਦੇ ਹਵਾਲੇ ਵਿਚ ਉਕਤ ਜਾਇਦਾਦ ਦੇ ਸਬੰਧਤ ਕਰਜ਼ਦਾਰ ਅਤੇ ਆਮ ਜਨਤਾ ਨੂੰ ਸੂਚਿਤ ਕੀਤਾ ਜਾਂਦਾ ਹੈ ਕਿ ਨਿਲਾਮੀ ਰਕਬਾ 131.22 ਵ. ਗਜ਼, ਸਥਿਤ ਹੈ ਹੱਦ ਸ੍ਰੀ ਮੁਕਤਸਰ ਅਤੇ ਚੌਹਾਂ ਤਰਫ਼ਾਂ : ਪੂਰਬ ਵੱਲ : ਮਕਾਨ ਦਾ ਦਰਵਾਜ਼ਾ ਆਮ ਰਸਤਾ, ਪੱਛਮ ਵੱਲ : ਗਲੀ, ਉੱਤਰ ਵੱਲ : ਹੋਰਾਂ ਦਾ ਮਕਾਨ ਅਤੇ ਦੱਖਣ ਵੱਲ : ਹੋਰਾਂ ਦਾ ਮਕਾਨ। ਵਿਕਰੇਤਾ ਦਾ ਨਾਮ : ਸ੍ਰੀ ਰੋਮਿਲ ਵਧਵਾ ਪੁੱਤਰ ਪ੍ਰਮੋਦ ਵਧਵਾ। ਸਾਰੇ ਜ਼ਰੂਰੀ ਅਤੇ ਅਧਿਕਾਰਤ ਦਸਤਾਵੇਜ਼ਾਂ ਸਮੇਤ ਸੰਪਰਕ ਕੀਤਾ ਜਾਵੇ। (260, 985, 648, 1011)
article-body: ਵਿਸ਼ੇਸ਼ ਸਤਿਕਾਰ ਨਾਲ ਪੰਜਾਬ ਵਿਧਾਨ ਸਭਾ ਦਾ ਖ਼ਾਸ ਸੈਸ਼ਨ ਇਸ ਪਵਿੱਤਰ ਧਰਤੀ 'ਤੇ ਲਗਾਇਆ ਜਿਸ ਵਿਚ ਸਾਰੇ ਤਖ਼ਤਾਂ ਵਾਲੇ ਸ਼ਹਿਰ ਅੰਮ੍ਰਿਤਸਰ ਇਲਾਕਾ, ਤਲਵੰਡੀ ਸਾਬੋ ਅਤੇ ਸ੍ਰੀ ਆਨੰਦਪੁਰ ਸਾਹਿਬ ਨੂੰ ਪਵਿੱਤਰ ਸ਼ਹਿਰ ਘੋਸ਼ਿਤ ਕਰਨ ਦਾ ਫ਼ੈਸਲਾ ਲਿਆ ਗਿਆ। ਰਾਸ਼ਟਰੀ ਕਨਵੀਨਰ ਅਰਵਿੰਦ ਕੇਜਰੀਵਾਲ ਨੇ ਕਿਹਾ ਕਿ ਗੁਰੂ ਤੇਗ ਬਹਾਦਰ ਜੀ ਦਾ ਸੰਦੇਸ਼ ਲੋਕ ਅਪਣੇ ਜੀਵਨ ਵਿਚ ਅਪਣਾਉਣ, ਤਾਂ ਦੁਨੀਆਂ ਵਿਚ ਕਿਸੇ ਤਰ੍ਹਾਂ ਦੀ ਵੰਡ-ਵੰਡਾਈ ਜਾਂ ਟਕਰਾਅ ਦੀ ਗੁੰਜਾਇਸ਼ ਨਹੀਂ ਰਹਿੰਦੀ। ਗੁਰੂ ਸਾਹਿਬ ਦਾ ਪਿਆਰ, ਮਨੁੱਖਤਾ ਅਤੇ ਕੁਰਬਾਨੀ ਦਾ ਸੰਦੇਸ਼ ਵਿਸ਼ਵ ਸ਼ਾਂਤੀ ਦੀ ਸਭ ਤੋਂ ਵੱਡੀ ਵਿਰਾਸਤ ਹੈ। ਉਨ੍ਹਾਂ ਕਿਹਾ ਕਿ ਗੁਰੂ ਤੇਗ ਬਹਾਦਰ ਜੀ ਦੀ ਜ਼ਿੰਦਗੀ ਤੇ ਫ਼ਲਸਫ਼ਾ ਵਿਸ਼ਵ ਸ਼ਾਂਤੀ ਨੂੰ ਮਜ਼ਬੂਤ ਕਰਨ ਲਈ ਮੂਲਧਾਰ ਹੈ। ਇਸ ਮੌਕੇ ਕੈਬਨਿਟ ਮੰਤਰੀ ਅਮਨ ਅਰੋੜਾ, ਹਰਪਾਲ ਚੀਮਾ, ਹਰਜੋਤ ਸਿੰਘ ਬੈਂਸ, ਤਰੁਨਪ੍ਰੀਤ ਸਿੰਘ, ਲਾਲ ਚੰਦ ਕਟਾਰੂਚੱਕ, ਹਰਭਜਨ ਸਿੰਘ ਈ.ਟੀ.ਓ., ਲੋਕ ਸਭਾ ਮੈਂਬਰ ਮਲਵਿੰਦਰ ਸਿੰਘ ਕੰਗ ਅਤੇ ਹੋਰ ਸ਼ਖ਼ਸੀਅਤਾਂ ਮੌਜੂਦ ਸਨ। (66, 618, 354, 690)
hdfc-phone: ਫੋਨ : 0172-6761086 CIN : L65920MH1994PLC080618, ਵੈੱਬਸਾਈਟ : www.hdfcbank.com (989, 1528, 1301, 1538)
table-row (665, 987, 989, 999)
peshi-date: Peshi: 22-12-2025 (706, 1244, 760, 1252)
table-cell: ਅਸ਼ੋਕ ਵਿਹਾਰ ਵੇਟਨ ਪੁਆਇੰਟ (723, 987, 831, 999)
column-header: ਸੋਨੇ ਦਾ ਵਜ਼ਨ ਗ੍ਰਾਮ 'ਚ (899, 938, 989, 950)
column-header: ਮੰਗ ਨੋਟਿਸ ਦੀ ਮਿਤੀ (988, 1633, 1021, 1653)
peshi-date: Peshi: 22-12-2025 (397, 1721, 451, 1729)
notice-to: NOTICE TO:-NARESH KUMAR S/O SH. GURBACHAN SINGH, R/O HOUSE NO. 35223, STREET NO. 3, AZAD NAGAR, PUTLIGHAR, GT ROAD, AMRITSAR, 143001 AND 2ND ADDRESS:-C/O SH. MANI SINGH, ABADI MODEL TOWN, OPP. SHRI GURU HAR KRISHAN PUBLIC SCHOOL, AMRITSAR, 143001. (72, 1777, 200, 1846)
indusind-table (664, 938, 989, 1011)
hdfc-intro: ਜਦਕਿ ਐਚਡੀਐਫਸੀ ਬੈਂਕ ਲਿਮਟਿਡ (ਪਹਿਲਾਂ ਐਚਡੀਐਫਸੀ ਲਿਮਟਿਡ ਹੁਣ ਐਚਡੀਐਫਸੀ ਬੈਂਕ ਲਿਮਟਿਡ ਨਾਲ ਰਲੇਵਾਂ) (ਐਚਡੀਐਫਸੀ) ਦੇ ਅਧਿਕਾਰਤ ਅਧਿਕਾਰੀ ਹੋਣ ਦੇ ਨਾਤੇ ਸਕਿਉਰਿਟਾਈਜ਼ੇਸ਼ਨ ਐਂਡ ਰੀਕੰਸਟ੍ਰਕਸ਼ਨ ਆਫ ਫਾਈਨੈਂਸ਼ੀਅਲ ਅਸੈਟਸ ਐਂਡ ਇਨਫੋਰਸਮੈਂਟ ਆਫ ਸਕਿਉਰਿਟੀ ਇੰਟਰੈਸਟ ਐਕਟ, 2002 ('ਉਕਤ ਐਕਟ') ਅਤੇ ਸਕਿਉਰਿਟੀ ਇੰਟਰੈਸਟ (ਇਨਫੋਰਸਮੈਂਟ) ਰੂਲਜ਼, 2002 ਦੇ ਰੂਲ 3 ਨਾਲ ਪੜ੍ਹੀ ਜਾਂਦੀ ਐਕਟ ਦੀ ਧਾਰਾ 13(12) ਅਧੀਨ ਮਿਲੀਆਂ ਸ਼ਕਤੀਆਂ ਦੀ ਵਰਤੋਂ ਕਰਦਿਆਂ ਹੇਠ ਲਿਖੇ ਕਰਜ਼ਦਾਰਾਂ ਨੂੰ ਮੰਗ ਨੋਟਿਸ ਜਾਰੀ ਕੀਤੇ ਸਨ, ਜਿਨ੍ਹਾਂ ਰਾਹੀਂ ਸਬੰਧਤ ਨੋਟਿਸ ਵਿਚ ਦਰਸਾਈ ਰਕਮ 60 ਦਿਨਾਂ ਦੇ ਅੰਦਰ ਅਦਾ ਕਰਨ ਲਈ ਕਿਹਾ ਗਿਆ ਸੀ। ਕਰਜ਼ਦਾਰ ਰਕਮ ਅਦਾ ਕਰਨ ਵਿਚ ਅਸਫ਼ਲ ਰਹੇ ਹਨ, ਇਸ ਲਈ ਕਰਜ਼ਦਾਰਾਂ ਅਤੇ ਆਮ ਜਨਤਾ ਨੂੰ ਸੂਚਿਤ ਕੀਤਾ ਜਾਂਦਾ ਹੈ ਕਿ ਹੇਠਾਂ ਦਰਸਾਈਆਂ ਜਾਇਦਾਦਾਂ ਦਾ ਕਬਜ਼ਾ ਉਕਤ ਰੂਲਜ਼ ਦੇ ਰੂਲ 8 ਨਾਲ ਪੜ੍ਹੀ ਜਾਂਦੀ ਐਕਟ ਦੀ ਧਾਰਾ 13(4) ਅਧੀਨ ਲੈ ਲਿਆ ਗਿਆ ਹੈ। (665, 1567, 1455, 1592)
signature: Judicial Magistrate 1st Class Ludhiana (102, 1451, 220, 1459)
article-body: ਉਹ ਵੀ ਵਰਦੀ ਵਿਚ।'' ਕਮਿਸ਼ਨ ਵਲੋਂ ਅਦਾਲਤ 'ਚ ਪੇਸ਼ ਹੋਏ ਸੀਨੀਅਰ ਵਕੀਲ ਗੋਪਾਲ ਸੰਕਰਨਾਰਾਇਣਨ ਨੇ ਕਿਹਾ ਕਿ ਉਨ੍ਹਾਂ ਦੇ ਮੁਵੱਕਿਲ ਨੂੰ ਸਿਰਫ਼ ਉਨ੍ਹਾਂ ਦੀ ਤਾਇਨਾਤੀ ਵਾਲੀ ਥਾਂ ਉਤੇ ਸਰਵ ਧਰਮ ਅਸਥਾਨ 'ਚ ਦਾਖ਼ਲ ਹੋਣ ਤੋਂ ਇਨਕਾਰ ਕਰਨ ਲਈ ਨੌਕਰੀ ਤੋਂ ਬਰਖ਼ਾਸਤ ਕਰ ਦਿਤਾ ਗਿਆ ਸੀ। ਵਕੀਲ ਨੇ ਕਿਹਾ ਕਿ ਇਸ ਤੋਂ ਇਲਾਵਾ ਅਧਿਕਾਰੀ ਨੇ ਸਾਰੇ ਬਹੁ-ਧਰਮ ਸਥਾਨਾਂ ਅਤੇ ਰੈਜੀਮੈਂਟਲ ਸਮਾਰੋਹਾਂ ਵਿਚ ਸਤਿਕਾਰ ਨਾਲ ਹਿੱਸਾ ਲਿਆ ਸੀ। (66, 992, 248, 1046)
table-cell: 29.50 (899, 975, 989, 987)
article-body: ਲਿਆ ਸੀ। ਚੀਫ ਜਸਟਿਸ ਨੇ ਪੁਛਿਆ, ''ਕੀ ਅਨੁਸ਼ਾਸਿਤ ਫੋਰਸ ਵਿਚ ਇਸ ਤਰ੍ਹਾਂ ਦਾ ਅੜਿੱਕੇਬਾਜ਼ੀ ਵਾਲਾ ਵਿਹਾਰ ਜਾਇਜ਼ ਹੈ?'' ਉਨ੍ਹਾਂ ਇਹ ਵੀ ਕਿਹਾ ਕਿ ਕਿਵੇਂ ਇਕ ਫ਼ੌਜੀ ਲੀਡਰ ਅਪਣੇ ਫ਼ੌਜੀਆਂ ਦੇ ਨਾਲ ਉਸ ਥਾਂ ਉਤੇ ਜਾਣ ਤੋਂ ਇਨਕਾਰ ਕਿਵੇਂ ਕਰ ਸਕਦਾ ਹੈ ਜਿਸ ਨੂੰ ਉਹ ਪਵਿੱਤਰ ਮੰਨਦੇ ਹਨ। ਬੈਂਚ ਨੇ ਇਹ ਵੀ ਨੋਟ ਕੀਤਾ ਕਿ ਰੈਜੀਮੈਂਟ ਵਿਚ ਸਿੱਖ ਫ਼ੌਜੀ ਹੋਣ ਕਾਰਨ ਗੁਰਦੁਆਰਾ ਵੀ ਹੈ। ਚੀਫ ਜਸਟਿਸ ਨੇ ਪੁਛਿਆ, ''ਗੁਰਦੁਆਰਾ ਸਾਹਿਬ ਸੱਭ ਤੋਂ ਧਰਮ ਨਿਰਪੱਖ ਸਥਾਨਾਂ ਵਿਚੋਂ ਇਕ ਹੈ। ਜਿਸ ਤਰ੍ਹਾਂ ਉਹ ਵਿਹਾਰ ਕਰ ਰਹੇ ਹਨ, ਕੀ ਉਹ ਦੂਜੇ ਧਰਮਾਂ ਦਾ ਅਪਮਾਨ ਨਹੀਂ ਕਰ ਰਹੇ?'' ਸੀਨੀਅਰ ਵਕੀਲ ਨੇ ਕਿਹਾ ਕਿ ਸੰਵਿਧਾਨ ਦੀ ਧਾਰਾ 25 ਦੇ ਤਹਿਤ ਅਪੀਲਕਰਤਾ ਦਾ ਧਰਮ ਮੰਨਣ ਦਾ ਮੌਲਿਕ ਅਧਿਕਾਰ ਸਿਰਫ਼ ਇਸ ਲਈ ਨਹੀਂ ਖੋਹਿਆ ਜਾ ਸਕਦਾ ਕਿਉਂਕਿ ਉਸ ਨੇ ਵਰਦੀ ਪਹਿਨੀ ਹੈ। ਜਸਟਿਸ ਆਗਸਟੀਨ ਨੇ ਕਿਹਾ, ''ਧਾਰਾ 25 ਜ਼ਰੂਰੀ ਧਾਰਮਕ ਵਿਸ਼ੇਸ਼ਤਾਵਾਂ ਦੀ ਰੱਖਿਆ ਕਰਦੀ ਹੈ, ਨਾ ਕਿ ਹਰ ਭਾਵਨਾ ਦੀ। ਈਸਾਈ ਧਰਮ ਵਿਚ ਕਿੱਥੇ ਇਕ ਮੰਦਰ ਵਿਚ ਦਾਖ਼ਲ ਹੋਣ ਉਤੇ ਪਾਬੰਦੀ ਹੈ?'' ਬੈਂਚ ਨੇ ਕਿਹਾ ਕਿ ਅਧਿਕਾਰੀ ਨੇ ਇਕ ਸਥਾਨਕ ਪਾਦਰੀ ਦੀ ਸਲਾਹ ਨੂੰ ਵੀ ਨਜ਼ਰਅੰਦਾਜ਼ ਕਰ ਦਿਤਾ ਸੀ, ਜਿਸ ਨੇ ਕਿਹਾ ਸੀ ਕਿ 'ਸਰਵ ਧਰਮ ਸਥਲ' ਵਿਚ ਦਾਖ਼ਲ ਹੋਣ ਨਾਲ ਈਸਾਈ ਧਰਮ ਦੀ ਉਲੰਘਣਾ ਨਹੀਂ ਹੋਵੇਗੀ। ਚੀਫ ਜਸਟਿਸ ਨੇ ਕਿਹਾ, ''ਤੁਸੀਂ 100 ਫ਼ੀ ਸਦੀ ਈਸਾਈ ਹੋ ਸਕਦੇ ਹੋ, ਪਰ ਭਾਰਤੀ ਫ਼ੌਜ ਅਪਣੀ ਧਰਮ ਨਿਰਪੱਖ ਪਹੁੰਚ ਲਈ ਜਾਣੀ ਜਾਂਦੀ ਹੈ। ਤੁਸੀਂ ਅਪਣੇ ਹੀ ਫ਼ੌਜੀਆਂ ਦੀਆਂ ਧਾਰਮਕ ਭਾਵਨਾਵਾਂ ਦਾ ਸਨਮਾਨ ਨਹੀਂ ਕਰਦੇ।'' 2017 ਵਿਚ ਤੈਨਾਤ ਕੀਤੇ ਗਏ ਕਮਿਸ਼ਨ ਨੂੰ ਜਿੱਥੇ ਇਕ ਮੰਦਰ ਅਤੇ ਇਕ ਗੁਰਦੁਆਰਾ, 'ਸਰਵ ਧਰਮ ਸਥਲ' ਜਾਂ ਚਰਚ ਸੀ, ਉਹ ਹਫ਼ਤਾਵਾਰੀ ਧਾਰਮਕ ਪਰੇਡ ਧਾਰਮਕ ਜ਼ਮੀਰ ਦਾ ਦਾਅਵਾ ਕਰਦਿਆਂ ਦੌਰਾਨ ਗਰਭਗ੍ਰਹਿ 'ਚ ਨਹੀਂ ਗਿਆ ਸੀ। (358, 112, 650, 239)
publisher-footer (66, 2158, 1462, 2192)
case-parties: HDFC BANK VS NARINDER SINGH (491, 1272, 607, 1280)
notice-body: Whereas it has been proved to the satisfaction of the Court that You, the accused above named cannot be served in the ordinary way of service. Hence, this proclamation under section 82 CRPC is hereby issued against you with a direction that you should appear personally before the court on 11.12.2025 AT 10.00 a.m. or within 30 days from the date of publication of this proclamation. Take notice that, in default of your part to appear as directed above, the above said case will be heard and determined as per law, in your absence. Given under my hand and the seal of the Court, this FOR DETAILS LOGIN TO https://highcourtchd.gov.in/?mod=district_notice&district=ludhiana (72, 1329, 220, 1448)
lost-notice-place: ਸਥਾਨ : ਜਲੰਧਰ (819, 1452, 860, 1461)
court-notice-box (66, 1662, 206, 2154)
court-place: Ludhiana (554, 1694, 582, 1702)
notice-body: Whereas it has been proved to the satisfaction of the Court that You, the accused above named cannot be served in the ordinary way of service. Hence, this proclamation under section 82 CRPC is hereby issued against you with a direction that you should appear personally before the court on 22.12.2025 AT 10.00 a.m. or within 30 days from the date of publication of this proclamation. Take notice that, in default of your part to appear as directed above, the above said case will be heard and determined as per law, in your absence. Given under my hand and the seal of the Court, this FOR DETAILS LOGIN TO https://highcourtchd.gov.in/?mod=district_notice&district=ludhiana (360, 1840, 488, 1976)
cnr-number: CNR No. PBSA03-008439-2023 (280, 1281, 390, 1291)
article-body: ਚਲਾਉਣਗੇ। ਇਸੇ ਤਰ੍ਹਾਂ ਮੌਜੂਦਾ ਮੰਤਰੀਆਂ ਤੇ ਵਿਧਾਇਕਾਂ ਦੀ ਥਾਂ ਵੀ ਇਸ ਸੈਸ਼ਨ ਵਿਚ ਵਿਧਾਨ ਸਭਾ ਅੰਦਰ ਸਬੰਧਿਤ ਮੈਂਬਰਾਂ ਦੇ ਚੁਣੇ ਹੋਏ ਵਿਦਿਆਰਥੀ ਹੀ ਬੈਠਣਗੇ। ਇਸ ਤਰ੍ਹਾਂ ਇਹ ਇਕ ਦਿਨ ਦਾ ਵਿਸ਼ੇਸ਼ ਆਮ ਸੈਸ਼ਨ ਪੰਜਾਬ ਦੇ 117 ਵਿਧਾਨ ਸਭਾ ਹਲਕਿਆਂ ਦੇ ਸਰਕਾਰੀ ਸਕੂਲਾਂ ਵਿਚੋਂ ਚੁਣ ਕੇ ਆਏ ਵਿਦਿਆਰਥੀ ਚਲਾਉਣਗੇ। ਇਸ ਸੈਸ਼ਨ ਦਾ ਮੁੱਖ ਮਕਸਦ ਸਕੂਲ ਦੇ ਨੇਤਾ ਦੇ ਵਿਚਾਰ ਉਪਰ ਅਧਾਰਤ ਹੈ। ਇਹ ਸੈਸ਼ਨ ਹੋਰ ਰਾਜਾਂ ਲਈ ਵੀ ਰਾਹ ਦਸੇਰਾ ਬਣੇਗਾ। ਇਹ ਵੀ ਜ਼ਿਕਰਯੋਗ ਹੈ ਕਿ ਸਪੀਕਰ ਪਹਿਲਾਂ ਵੀ ਵਿਧਾਨ ਸਭਾ ਦੇ ਸੈਸ਼ਨ ਦੌਰਾਨ ਵਿਦਿਆਰਥੀਆਂ ਨੂੰ ਵਿਧਾਨ ਸਭਾ ਸੈਸ਼ਨ ਦਰਸ਼ਕ ਗੈਲਰੀ 'ਚ ਬੈਠ ਕੇ ਕਾਰਵਾਈ ਦੇਖਣ ਦਿੰਦੇ ਹਨ ਤੇ ਹੁਣ ਨਰੋਏ ਵਿਦਿਆਰਥੀਆਂ ਦਾ ਇਹ ਵਿਲੱਖਣ ਕਦਮ ਹੈ। (976, 132, 1216, 195)
publication-line: PUBLICATION NOTICE FOR PROCLAMATION UNDER SECTION 82 CR.PC (220, 1730, 340, 1755)
table-cell: ਸ਼੍ਰੀ ਜਤਿਨ ਬੱਬਰ ਪੁੱਤਰ ਸ਼੍ਰੀ ਅਸ਼ੋਕ ਬੱਬਰ ਅਤੇ ਸ਼੍ਰੀਮਤੀ ਸ਼ੁੱਚੀ ਬੱਬਰ ਪਤਨੀ ਸ਼੍ਰੀ ਜਤਿਨ ਬੱਬਰ, ਦੋਵੇਂ ਵਾਸੀ ਮਕਾਨ ਨੰ. 568, ਜੋਤੀ ਵਿਹਾਰ, ਗਲਾਡਾ ਕਲੋਨੀ, ਜਲੰਧਰ, ਪੰਜਾਬ, ਪਿੰਨ 144604 (684, 1681, 920, 1701)
indusind-signoff: ਸਹੀ/- ਲਈ ਇੰਡਸਇੰਡ ਬੈਂਕ ਲਿਮਟਿਡ, ਅਧਿਕਾਰਤ ਅਧਿਕਾਰੀ (845, 1063, 989, 1072)
possession-notice-title: ਕਬਜਾ ਨੋਟਿਸ (1016, 1544, 1104, 1565)
judge-name: In The Court Of Ms. Navneet Kaur-I (84, 1676, 188, 1684)
table-cell: 7009424717 (832, 963, 899, 975)
judge-name: In The Court Of Ms. Navneet Kaur-I (228, 1676, 332, 1684)
judge-designation: Judicial Magistrate 1st Class (691, 1208, 775, 1216)
coma-number: COMA/46464/2023 (117, 1235, 175, 1243)
page-edge-line (40, 44, 1436, 45)
lost-document-notice (812, 1185, 995, 1485)
article-body: ਪ੍ਰਧਾਨ ਮੰਤਰੀ ਸ੍ਰੀ ਨਰਿੰਦਰ ਮੋਦੀ ਨੇ ਗੀਤਾ ਸਥਲੀ ਜੋਤੀਸਰ, ਕੁਰੂਕਸ਼ੇਤਰ ਵਿਚ ਮੰਗਲਵਾਰ ਨੂੰ ਮਹਾਂਭਾਰਤ ਅਨੁਭਵ ਕੇਂਦਰ ਵਿਚ ਭਗਵਾਨ ਸ੍ਰੀ ਕ੍ਰਿਸ਼ਨ ਦੇ ਪਵਿੱਤਰ ਸੰਖ ਪੰਚਜਨਯ 'ਤੇ ਅਧਾਰਤ ਪੰਚਜਨਯ ਯਾਦਗਾਰ ਦਾ ਉਦਘਾਟਨ ਕੀਤਾ। ਪ੍ਰਧਾਨ ਮੰਤਰੀ ਨਰਿੰਦਰ ਮੋਦੀ ਨੇ ਮੰਗਲਵਾਰ ਨੂੰ ਕੁਰੂਕਸ਼ੇਤਰ ਵਿਚ ਚੱਲ ਰਹੇ ਕੌਮਾਂਤਰੀ ਗੀਤਾ ਮਹਾਂਉਤਸਵ-2025 ਵਿਚ ਬ੍ਰਹਮਸਰੋਵਰ ਦੇ ਪਵਿੱਤਰ ਕਿਨਾਰੇ 'ਤੇ ਮੰਤਰ ਉਚਾਰਣ ਵਿਚਕਾਰ ਆਰਤੀ ਕੀਤੀ ਅਤੇ ਦੇਸ਼ਵਾਸੀਆਂ ਦੀ ਤਰੱਕੀ ਲਈ ਪ੍ਰਾਰਥਨਾ ਕੀਤੀ। ਇਸ ਮੌਕੇ ਹਰਿਆਣਾ ਦੇ ਰਾਜਪਾਲ ਪ੍ਰੋ. ਅਸੀਮ ਕੁਮਾਰ ਘੋਸ਼, ਮੁੱਖ ਮੰਤਰੀ ਨਾਇਬ ਸਿੰਘ ਸੈਣੀ ਵੀ ਮੌਜੂਦ ਰਹੇ। ਪ੍ਰਧਾਨ ਮੰਤਰੀ ਨੇ ਕਿਹਾ ਕਿ ਭਗਵਾਨ ਸ਼੍ਰੀਕ੍ਰਿਸ਼ਨ ਨੇ ਕੁਰੂਕਸ਼ੇਤਰ ਦੀ ਪਾਵਨ ਧਰਤੀ ਤੋਂ ਪੂਰੇ ਵਿਸ਼ਵ ਨੂੰ ਗੀਤਾ ਦਾ ਉਪਦੇਸ਼ ਦਿਤਾ। ਇਸ ਪਵਿੱਤਰ ਧਰਤੀ 'ਤੇ ਹਰ ਸਾਲ ਕੁਰੂਕਸ਼ੇਤਰ ਵਿਕਾਸ ਬੋਰਡ ਤੇ ਸੂਚਨਾ, ਜਨ ਸੰਪਰਕ ਅਤੇ ਭਾਸ਼ਾ ਵਿਭਾਗ ਵਲੋਂ ਕੌਮਾਂਤਰੀ ਗੀਤਾ ਮਹਾਂਉਤਸਵ ਅਤੇ ਸਾਰੀਆਂ ਸੰਸਥਾਵਾਂ ਵਲੋਂ ਗੀਤਾ ਮਹਾਂਉਤਸਵ ਨੂੰ ਖ਼ੁਸ਼ੀ ਨਾਲ ਮਨਾਇਆ ਜਾਂਦਾ ਹੈ। ਪ੍ਰਧਾਨ ਮੰਤਰੀ ਨੇ ਦੇਸ਼ ਵਾਸੀਆਂ ਨੂੰ ਕੌਮਾਂਤਰੀ ਗੀਤਾ ਮਹਾਂਉਤਸਵ ਦੀ ਵਧਾਈ ਦਿੰਦੇ ਹੋਏ ਕਿਹਾ ਕਿ ਧਰਮਖੇਤਰ-ਕੁਰੂਕਸ਼ੇਤਰ ਦੀ ਪਵਿੱਤਰ ਧਰਤੀ ਜੋਤੀਸਰ ਤੋਂ ਪੂਰੇ ਵਿਸ਼ਵ ਨੂੰ ਗੀਤਾ ਦਾ ਗਿਆਨ ਮਿਲਿਆ। (66, 170, 354, 260)
hdfc-logo-icon (697, 1510, 715, 1528)
notice-to: NOTICE TO:-JAI RAM JAISWAL, R/O 76, MIRAN KOT ROAD, SANT AVENUE, AMRITSAR, 143001, 2ND ADDRESS:-AVTAR DAIRY, KACHERY CHOWK, AMRITSAR, PIN 144604. (504, 1777, 632, 1820)
court-name: CRIMINAL COURTS LUDHIANA (370, 1667, 478, 1676)
table-cell: ਮਿਕੇ ਸੋਸਦਾਸ (665, 987, 724, 999)
table-cell: 9888400669 (832, 999, 899, 1011)
ad-title: ਈ ਨਿਲਾਮੀ ਵਿਕਰੀ ਸੂਚਨਾ (400, 931, 508, 944)
article-headline: ਸ਼੍ਰੀ ਗੁਰੂ ਤੇਗ ਬਹਾਦਰ ਜੀ ਦੇ ਨਾਮ 'ਤੇ ਬਣੇਗੀ ਯੂਨੀਵਰਸਿਟੀ (80, 564, 340, 609)
table-cell: 9914451110 (832, 951, 899, 963)
judge-name: In The Court Of Ms. Navneet Kaur-I (681, 1199, 785, 1207)
table-cell: 7307373194 (832, 987, 899, 999)
article-subhead: ਸ਼ਹਿਰ ਦੇ ਚਾਰਦੀਵਾਰੀ ਵਾਲੇ ਇਲਾਕੇ ਘੇਰੇ ਵਿਚ ਆਉਣਗੇ (389, 544, 619, 558)
peshi-date: Peshi: 11-12-2025 (119, 1244, 173, 1252)
cell-property-description: ਪ੍ਰਾਪਰਟੀ ਨੰ. B-1X/1-501-1/2 ਅਤੇ B/X/1-463 ਵਾਕਿਆ ਬਾਜ਼ਾਰ, ਪੰਜ ਪੀਰ, ਜਲੰਧਰ-144001 ਪੰਜਾਬ ਦੇ ਉਸ ਸਾਰੇ ਟੁਕੜੇ ਅਤੇ ਪਾਰਸਲ। 1 ਮਾਲਕ ਦਾ ਨਾਮ : ਸਾਹਿਲ ਓਬਰਾਏ ਅਤੇ ਅਨਿਲ ਓਬਰਾਏ ਪਿਸ/ਪਿ ਸੁਨਿਲ ਕੁਮਾਰ (ਸੇਲ ਡੀਡ ਵਸੀਕਾ ਨੰ. 15261 ਮਿਤੀ 14/02/2013 ਅਤੇ ਐਗਰੀਮੈਂਟ ਡੀਡ ਵਸੀਕਾ ਨੰ. 780 ਮਿਤੀ 17/04/2013 ਦੇ ਅਨੁਸਾਰ)। ਪ੍ਰਾਪਰਟੀ ਦਾ ਵੇਰਵਾ : ਪ੍ਰਾਪਰਟੀ ਯੂਨਿਟ ਨੰ. B-1X/1-501-1/2, ਮਾਪ 1 ਮਰਲਾ 117 ਵਰਗ ਫੁੱਟ (12'-6''x17') ਰੇਠਕ ਬਾਜ਼ਾਰ ਵਿਖੇ ਸਥਿਤ ਤਹਿਸੀਲ ਅਤੇ ਜ਼ਿਲ੍ਹਾ ਜਲੰਧਰ। ਮਾਲਕਾਂ ਦੇ ਨਾਮ : ਸੁਨਿਲ ਕੁਮਾਰ ਓਹਰਾ ਪਿ/ਪਿ ਮੋਹਨ ਲਾਲ (ਸੇਲ ਡੀਡ ਵਸੀਕਾ ਨੰ. 6160 ਮਿਤੀ 24/12/1982 ਦੇ ਅਨੁਸਾਰ)। ਪ੍ਰਾਪਰਟੀ ਦਾ ਵੇਰਵਾ : ਪ੍ਰਾਪਰਟੀ ਡਬਲਯੂ ਨੰ. ਈਐਕਸ-202, ਐਮ.ਸੀ. ਨੰ. B/X/1-463, ਮਾਪ 330 ਵਰਗ ਫੁੱਟ ਪੰਜ ਪੀਰ ਬਾਜ਼ਾਰ ਵਿਖੇ ਸਥਿਤ ਤਹਿਸੀਲ ਅਤੇ ਜ਼ਿਲ੍ਹਾ ਜਲੰਧਰ। ਮਾਲਕਾਂ ਦੇ ਨਾਮ : ਸੁਨਿਲ ਕੁਮਾਰ ਓਬਰਾਏ ਪਿ/ਪਿ ਮੋਹਨ ਲਾਲ (ਦੂਜੀ ਸੇਲ ਡੀਡ ਵਸੀਕਾ ਨੰ. 1312 ਮਿਤੀ 27/04/2018 ਦੇ ਅਨੁਸਾਰ)। ਪ੍ਰਾਪਰਟੀ ਦਾ ਵੇਰਵਾ : ਕਮਰਸ਼ੀਅਲ ਪ੍ਰਾਪਰਟੀ ਨੰ. ਈਐਕਸ-202, ਐਮ.ਸੀ. ਨੰ. B/X/1-463, ਮਾਪ 1 ਮਰਲਾ 123 ਵਰਗ ਫੁੱਟ (330 ਵਰਗ ਫੁੱਟ) ਪੰਜ ਪੀਰ ਬਾਜ਼ਾਰ ਵਿਖੇ ਸਥਿਤ ਤਹਿਸੀਲ ਅਤੇ ਜ਼ਿਲ੍ਹਾ ਜਲੰਧਰ। ਮਾਲਕਾਂ ਦੇ ਨਾਮ : ਸੁਨਿਲ ਕੁਮਾਰ ਓਬਰਾਏ ਪਿ/ਪਿ ਮੋਹਨ ਲਾਲ (ਟਰਾਂਸਫਰ ਡੀਡ ਵਸੀਕਾ ਨੰ. 1172 ਮਿਤੀ 25/04/2018 ਦੇ ਅਨੁਸਾਰ)। ਪ੍ਰਾਪਰਟੀ ਦਾ ਵੇਰਵਾ : ਕਮਰਸ਼ੀਅਲ ਪ੍ਰਾਪਰਟੀ ਨੰ. ਈਐਕਸ-203, ਮਾਪ 4 ਮਰਲਾ ਪੰਜ ਪੀਰ ਬਾਜ਼ਾਰ ਵਿਖੇ ਸਥਿਤ ਤਹਿਸੀਲ ਅਤੇ ਜ਼ਿਲ੍ਹਾ ਜਲੰਧਰ। (1128, 814, 1315, 971)
cnr-number: CNR No: PBLD03-008664-2023 (686, 1226, 780, 1234)
hdfc-place-date: ਸਥਾਨ : ਚੰਡੀਗੜ੍ਹ ਮਿਤੀ : 26.11.2025 (665, 1732, 785, 1742)
notice-body: In above titled case, the accused could not be served. It is ordered that accused should appear in person or through counsel on 08-12-2025 at 10.00 a.m. For details login to https://highcourtchd.gov.in/?mod=district_notice&district=amritsar (236, 1365, 434, 1401)
article-headline: ਗੁਰੂ ਤੇਗ ਬਹਾਦਰ ਜੀ ਨੇ ਸੱਚ ਦੀ ਰੱਖਿਆ ਨੂੰ ਅਪਣਾ ਧਰਮ ਮੰਨਿਆ : ਮੋਦੀ (86, 111, 334, 149)
article-body: ਅੱਜ ਦਾ ਵੱਡਾ ਅਜਿਹਾ ਅਪਰਾਧ ਹੈ, ਜੋ ਗੈਰਹਾਜ਼ਰੀ ਦੇ ਲਾਭ ਲਈ ਕਾਨੂੰਨੀ ਛੋਟ ਦੀ ਮੰਗ ਕਰਦਾ ਹੈ। ਇਹ ਅਪਰਾਧ ਸੰਗਠਿਤ ਵਪਾਰ ਦੀ ਨੀਂਹ ਹੈ ਅਤੇ ਤਕਨੀਕ ਆਧਾਰਤ ਹੈ। ਸਾਈਬਰ ਠੱਗੀ ਅਤੇ ਭਗੌੜੇ ਵਜੋਂ ਕੰਮ ਕਰਨ ਵਾਲਿਆਂ ਤੋਂ ਲੋਕਾਂ ਦਾ ਵਿੱਤੀ ਨੁਕਸਾਨ ਹੁੰਦਾ ਹੈ। ਮਹੇਂਦਰਪੁਰਨ ਪਟੀਸ਼ਨ ਦੇ ਨਤੀਜੇ ਵਜੋਂ ਮਹੇਂਦਰ ਦੀ ਜ਼ਮਾਨਤ ਪਟੀਸ਼ਨ ਉਤੇ ਸੁਣਵਾਈ ਦੌਰਾਨ ਹਾਈ ਕੋਰਟ ਨੇ ਇਹ ਟਿੱਪਣੀ ਕੀਤੀ। (976, 416, 1216, 452)
signature: Judicial Magistrate 1st Class Ludhiana (684, 1477, 802, 1485)
table-cell: ਅਮਰੀਕ ਸਿੰਘ (665, 999, 724, 1011)
coma-number: COMA/51003/2023 (395, 1712, 453, 1720)
article-body: ਵਿਚ 'ਜੋ ਬੋਲੇ ਸੋ ਨਿਹਾਲ-ਸਤਿ ਸ੍ਰੀ ਅਕਾਲ' ਦੇ ਜੈਕਾਰਿਆਂ ਵਿਚਕਾਰ ਸੰਗਤ ਨੇ ਨਿਮਰਤਾ ਅਤੇ ਭਗਤੀ ਨਾਲ ਭਰੇ ਇਸ ਪਵਿੱਤਰ ਪਲ ਦਾ ਸਵਾਗਤ ਕੀਤਾ। ਸੰਗਤ ਦੀ ਹਾਜ਼ਰੀ ਵਿਚ ਸ੍ਰੀ ਗੁਰੂ ਗ੍ਰੰਥ ਸਾਹਿਬ ਜੀ ਨੂੰ ਮੁੱਖ ਪੰਡਾਲ ਵਿਚ ਲਿਆਇਆ ਗਿਆ ਤੇ ਅਰਦਾਸ ਕਰ ਕੇ ਮਰਿਆਦਾ ਅਨੁਸਾਰ ਪ੍ਰਕਾਸ਼ ਕੀਤਾ ਗਿਆ। (66, 474, 354, 501)
edelweiss-date-place (260, 1066, 365, 1075)
article-headline: ਵਿਦਿਆਰਥੀ ਅੱਜ ਚਲਾਉਣਗੇ ਵਿਧਾਨ ਸਭਾ (996, 108, 1196, 123)
table-cell: 22-11-2025 (1021, 1681, 1085, 1701)
hdfc-footnote: (*) ਕਰਜ਼ਦਾਰ ਵਿਚ ਸਹਿ-ਕਰਜ਼ਦਾਰ ਅਤੇ ਗਾਰੰਟਰ ਸ਼ਾਮਲ ਹਨ। ਉਕਤ ਕਰਜ਼ਦਾਰਾਂ ਨੂੰ ਸਲਾਹ ਦਿੱਤੀ ਜਾਂਦੀ ਹੈ ਕਿ ਉਹ ਉਪਰੋਕਤ ਜਾਇਦਾਦਾਂ ਨਾਲ ਕੋਈ ਲੈਣ-ਦੇਣ ਨਾ ਕਰਨ। (665, 1704, 1049, 1713)
indusind-auction-info: ਨਿਲਾਮੀ ਮਿਤੀ : 01.12.2025 ਨੂੰ ਸਵੇਰੇ 05:00 ਵਜੇ ਤੋਂ ਬੋਲੀ ਇਸ ਸੇਲਜ਼ ਦੀ ਮਿਤੀ 02.12.2025 ਨੂੰ ਦੁ. 12.00 ਵਜੇ। ਨਿਲਾਮੀ ਤੋਂ ਪਹਿਲਾਂ ਕੋਈ ਵੀ ਕਰਜ਼ਦਾਰ ਬਕਾਇਆ ਰਕਮ ਅਦਾ ਕਰ ਕੇ ਅਪਣਾ ਸੋਨਾ ਛੁਡਵਾ ਸਕਦੇ ਹਨ। ਕਿਸੇ ਵੀ ਵਿਵਾਦ ਦੀ ਸੂਰਤ ਵਿਚ ਇੰਡਸਇੰਡ ਬੈਂਕ ਲਿਮ. ਦੇ ਨਿਯਮ ਅਤੇ ਸ਼ਰਤਾਂ ਅਨੁਸਾਰ ਮੁੱਲ ਵਧਾਇਆ ਜਾਵੇਗਾ। (664, 1014, 989, 1039)
article-body: ਪ੍ਰੋ. ਰਜਤ (ਯੂਲਿਸ), ਪ੍ਰੋ. ਸਰੂਰੀ ਬੇਦੀ (ਯੂਲਿਸ), ਪ੍ਰੋ. ਵਿਸ਼ਾਲ ਸ਼ਰਮਾ ਤੋਂ ਇਲਾਵਾ ਪ੍ਰੋ. ਨਮਿਤਾ ਗੁਪਤਾ (ਡੀਨ ਵਿਦਿਆਰਥੀ ਭਲਾਈ, ਮਹਿਲਾ) ਅਤੇ ਸਹਾਇਕ ਡੀਨ ਦਫ਼ਤਰ ਸ਼ਾਮਲ ਹਨ। ਵੀ.ਸੀ. ਵਲੋਂ ਬਣਾਈ ਕਮੇਟੀ ਵਿਚ ਕਿਹਾ ਗਿਆ ਹੈ ਕਿ ਯੂ.ਜੀ.ਸੀ. ਦੇ ਨਿਯਮਾਂ ਤਹਿਤ ਹਰਿਆਣਾ ਦੇ ਵਿਦਿਆਰਥੀਆਂ ਨੂੰ ਸੈਨੇਟ, ਸਿੰਡੀਕੇਟ ਅਤੇ ਦੂਜੀਆਂ ਗਵਰਨਿੰਗ ਬਾਡੀ ਵਿਚ ਰਾਖਵਾਂਕਰਨ ਦੇਣ ਲਈ ਹਰਿਆਣਾ ਨੂੰ ਕਨੂੰਨੀ, ਇਤਿਹਾਸਕ ਅਤੇ ਸੰਵਿਧਾਨਕ ਪੱਖ ਦੇਖਣਾ ਜ਼ਰੂਰੀ ਹੈ। ਵਿਦਿਆਰਥੀ ਆਗੂ ਹਨੇਰੇ ਵਿਚ : ਇਸ ਮੁੱਦੇ ਬਾਰੇ ਜਦੋਂ ਵਿਦਿਆਰਥੀ ਕੌਂਸਲ ਦੇ ਮੀਤ ਪ੍ਰਧਾਨ ਅਸ਼ਮੀਤ ਸਿੰਘ ਨਾਲ ਗੱਲਬਾਤ ਕੀਤੀ ਗਈ ਤਾਂ ਉਨ੍ਹਾਂ ਨੇ ਦਸਿਆ ਕਿ ਇਹ ਕਮੇਟੀ ਭੰਗ ਕਰ ਦਿਤੀ ਗਈ ਹੈ। ਐਸ.ਐਫ.ਐਸ. ਨੇਤਾ ਸੰਦੀਪ ਕੁਮਾਰ ਨੇ ਵੀ ਸਪੋਕਸਮੈਨ ਨੂੰ ਦਸਿਆ ਕਿ ਕਮੇਟੀ ਬਣੀ ਜ਼ਰੂਰ ਸੀ ਪਰੰਤੂ ਵਿਦਿਆਰਥੀਆਂ ਦੇ ਵਿਰੋਧ ਕਾਰਨ ਰੱਦ ਕਰ ਦਿਤੀ ਗਈ ਹੈ। ਕਮੇਟੀ ਦੀ ਹੋਂਦ ਬਾਰੇ ਜਦੋਂ ਪ੍ਰੋ. ਸੁਖਬੀਰ ਕੌਰ ਨਾਲ ਗੱਲਬਾਤ ਕੀਤੀ ਗਈ ਤਾਂ ਉਨ੍ਹਾਂ ਨੇ ਦਸਿਆ ਕਿ ਉਨ੍ਹਾਂ ਨੂੰ ਕੋਈ ਜਾਣਕਾਰੀ ਨਹੀਂ ਹੈ ਕਿ ਕਮੇਟੀ ਭੰਗ ਕਰ ਦਿਤੀ ਗਈ ਹੈ। ਦਿਲਚਸਪ ਗੱਲ ਹੈ ਕਿ ਪਹਿਲਾਂ ਹਰਿਆਣਾ ਦੇ ਕਾਲਜ ਪੰਜਾਬ ਯੂਨੀਵਰਸਿਟੀ ਨਾਲ ਜੁੜੇ ਹੋਏ ਸਨ, ਪਰੰਤੂ ਲੰਬਾ ਸਮਾਂ ਪਹਿਲਾਂ ਹਰਿਆਣਾ ਸਰਕਾਰ ਨੇ ਅਪਣੇ ਕਾਲਜਾਂ ਨੂੰ ਅਲੱਗ ਕਰ ਲਿਆ ਸੀ। (658, 556, 948, 646)
coma-number: COMA/51001/2023 (520, 1235, 578, 1243)
case-parties: HDFC BANK VS RAJESH KUMAR (677, 1281, 789, 1289)
judge-designation: Judicial Magistrate 1st Class (507, 1208, 591, 1216)
table-row (666, 1681, 1455, 1701)
table-cell: 11-09-2024 (988, 1681, 1021, 1701)
notice-to: NOTICE TO:- 1. RAVINDER SINGH S/O MAHINDER SINGH R/O VILLAGE LOHGARH PS KHALCHIAN TEHSIL BABA BAKALA DISTT AMRITSAR 2. MOHINDER SINGH FATHER OF RAVINDER SINGH R/O VILLAGE LOHGARH PS KHALCHIAN TEHSIL BABA BAKALA DISTT AMRITSAR. (236, 1316, 434, 1361)
table-cell: 37.56 (899, 987, 989, 999)
table-cell: ਅਸ਼ੋਕ ਵਿਹਾਰ ਵੇਟਨ ਪੁਆਇੰਟ (723, 951, 831, 963)
coma-number: COMA/50993/2023 (251, 1712, 309, 1720)
coma-number: COMA/50077/2023 (107, 1712, 165, 1720)
